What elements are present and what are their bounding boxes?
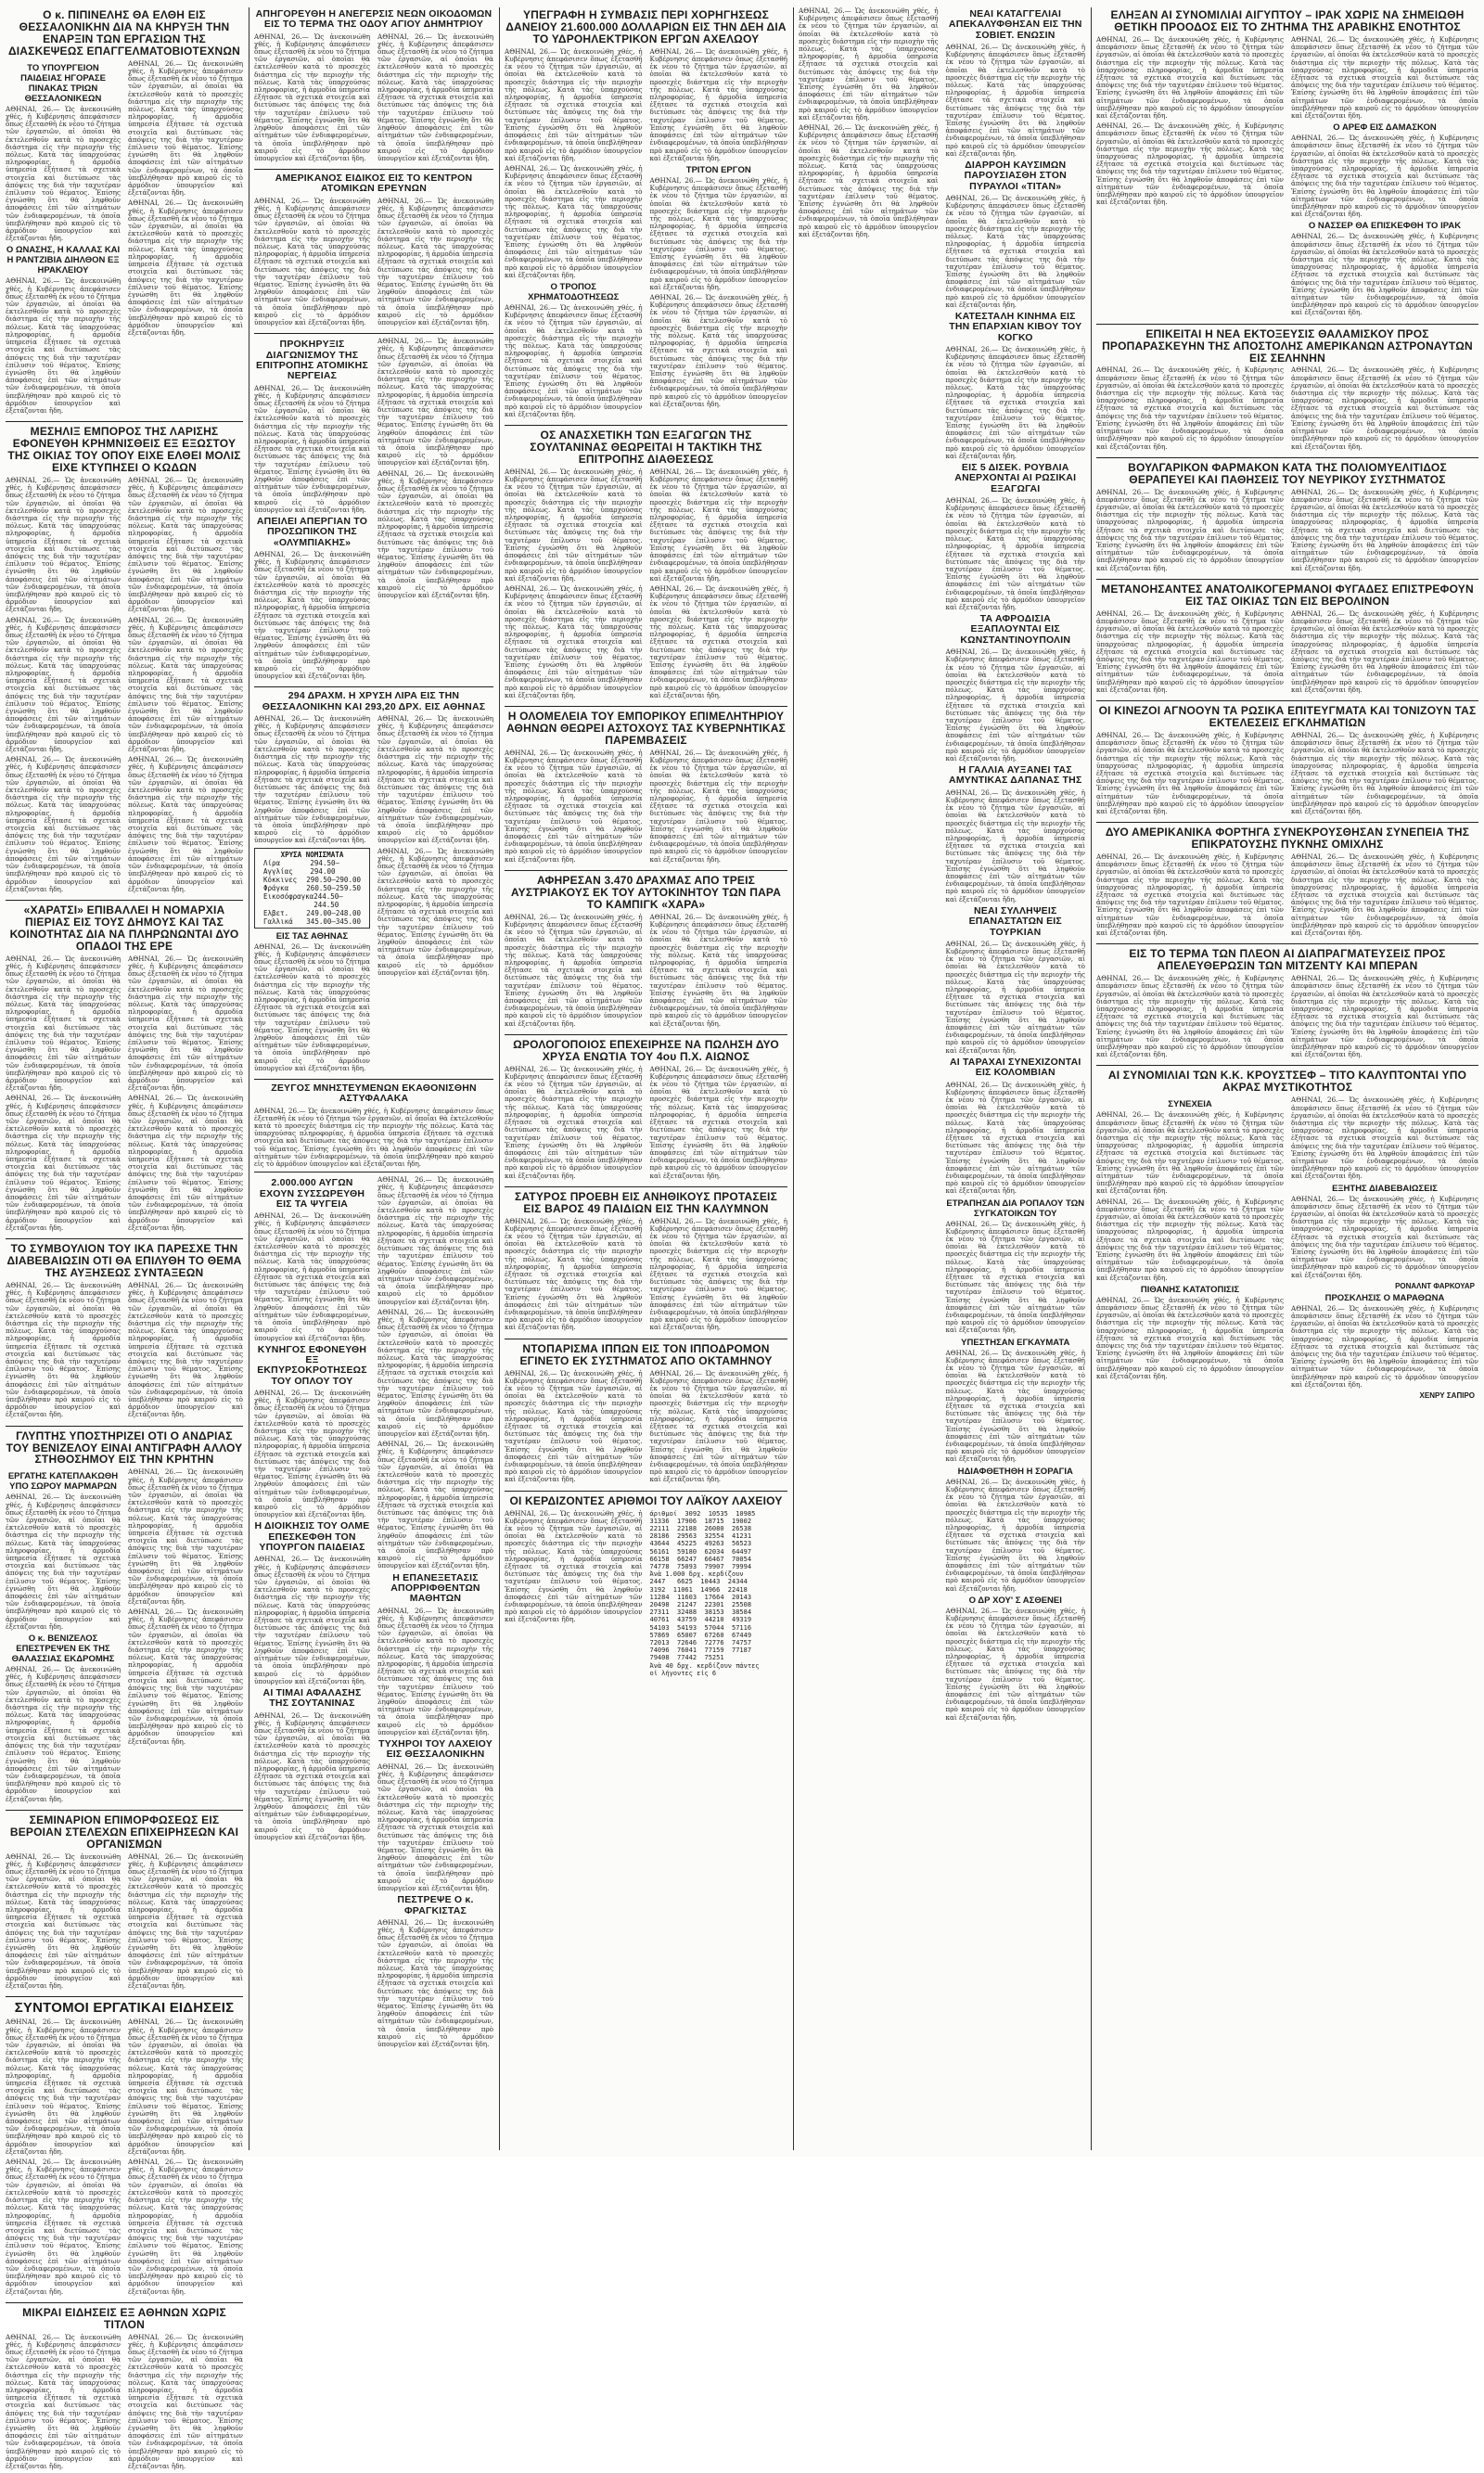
- article-text: ΑΘΗΝΑΙ, 26.— Ὡς ἀνεκοινώθη χθές, ἡ Κυβέρνησις ἀπεφάσισεν ὅπως ἐξετασθῆ ἐκ νέου τό ζήτημα τῶν ἐργασιῶν, αἱ ὁποῖαι θὰ ἐκτελεσθοῦν κατὰ τὸ προσεχὲς διάστημα εἰς τὴν περιοχὴν τῆς πόλεως. Κατὰ τὰς ὑπαρχούσας πληροφορίας, ἡ ἀρμοδία ὑπηρεσία ἐξήτασε τὰ σχετικὰ στοιχεῖα καὶ διετύπωσε τὰς ἀπόψεις της διὰ τὴν ταχυτέραν ἐπίλυσιν τοῦ θέματος. Ἐπίσης ἐγνώσθη ὅτι θὰ ληφθοῦν ἀποφάσεις ἐπὶ τῶν αἰτημάτων τῶν ἐνδιαφερομένων, τὰ ὁποῖα ὑπεβλήθησαν πρὸ καιροῦ εἰς τὸ ἁρμόδιον ὑπουργεῖον καὶ ἐξετάζονται ἤδη.: [128, 1852, 243, 1991]
- rate-value: 294.50—294.00: [310, 858, 340, 876]
- subheadline: Ο κ. ΒΕΝΙΖΕΛΟΣ ΕΠΕΣΤΡΕΨΕΝ ΕΚ ΤΗΣ ΘΑΛΑΣΣΙΑΣ ΕΚΔΡΟΜΗΣ: [11, 1634, 115, 1665]
- lottery-row: οἱ λήγοντες εἰς 6: [649, 1669, 717, 1677]
- article-text: ΑΘΗΝΑΙ, 26.— Ὡς ἀνεκοινώθη χθές, ἡ Κυβέρνησις ἀπεφάσισεν ὅπως ἐξετασθῆ ἐκ νέου τό ζήτημα τῶν ἐργασιῶν, αἱ ὁποῖαι θὰ ἐκτελεσθοῦν κατὰ τὸ προσεχὲς διάστημα εἰς τὴν περιοχὴν τῆς πόλεως. Κατὰ τὰς ὑπαρχούσας πληροφορίας, ἡ ἀρμοδία ὑπηρεσία ἐξήτασε τὰ σχετικὰ στοιχεῖα καὶ διετύπωσε τὰς ἀπόψεις της διὰ τὴν ταχυτέραν ἐπίλυσιν τοῦ θέματος. Ἐπίσης ἐγνώσθη ὅτι θὰ ληφθοῦν ἀποφάσεις ἐπὶ τῶν αἰτημάτων τῶν ἐνδιαφερομένων, τὰ ὁποῖα ὑπεβλήθησαν πρὸ καιροῦ εἰς τὸ ἁρμόδιον ὑπουργεῖον καὶ ἐξετάζονται ἤδη.: [6, 1493, 121, 1631]
- rate-row: [258, 892, 366, 909]
- article-text: ΑΘΗΝΑΙ, 26.— Ὡς ἀνεκοινώθη χθές, ἡ Κυβέρνησις ἀπεφάσισεν ὅπως ἐξετασθῆ ἐκ νέου τό ζήτημα τῶν ἐργασιῶν, αἱ ὁποῖαι θὰ ἐκτελεσθοῦν κατὰ τὸ προσεχὲς διάστημα εἰς τὴν περιοχὴν τῆς πόλεως. Κατὰ τὰς ὑπαρχούσας πληροφορίας, ἡ ἀρμοδία ὑπηρεσία ἐξήτασε τὰ σχετικὰ στοιχεῖα καὶ διετύπωσε τὰς ἀπόψεις της διὰ τὴν ταχυτέραν ἐπίλυσιν τοῦ θέματος. Ἐπίσης ἐγνώσθη ὅτι θὰ ληφθοῦν ἀποφάσεις ἐπὶ τῶν αἰτημάτων τῶν ἐνδιαφερομένων, τὰ ὁποῖα ὑπεβλήθησαν πρὸ καιροῦ εἰς τὸ ἁρμόδιον ὑπουργεῖον καὶ ἐξετάζονται ἤδη.: [1291, 1194, 1478, 1279]
- subheadline: ΕΤΡΑΠΗΣΑΝ ΔΙΑ ΡΟΠΑΛΟΥ ΤΩΝ ΣΥΓΚΑΤΟΙΚΩΝ ΤΟΥ: [946, 1198, 1085, 1219]
- headline: ΑΜΕΡΙΚΑΝΟΣ ΕΙΔΙΚΟΣ ΕΙΣ ΤΟ ΚΕΝΤΡΟΝ ΑΤΟΜΙΚΩΝ ΕΡΕΥΝΩΝ: [275, 173, 473, 195]
- lottery-row: 20498 21247 22301 25508: [649, 1601, 752, 1609]
- byline: ΧΕΝΡΥ ΣΑΠΙΡΟ: [1419, 1391, 1475, 1401]
- article-text: ΑΘΗΝΑΙ, 26.— Ὡς ἀνεκοινώθη χθές, ἡ Κυβέρνησις ἀπεφάσισεν ὅπως ἐξετασθῆ ἐκ νέου τό ζήτημα τῶν ἐργασιῶν, αἱ ὁποῖαι θὰ ἐκτελεσθοῦν κατὰ τὸ προσεχὲς διάστημα εἰς τὴν περιοχὴν τῆς πόλεως. Κατὰ τὰς ὑπαρχούσας πληροφορίας, ἡ ἀρμοδία ὑπηρεσία ἐξήτασε τὰ σχετικὰ στοιχεῖα καὶ διετύπωσε τὰς ἀπόψεις της διὰ τὴν ταχυτέραν ἐπίλυσιν τοῦ θέματος. Ἐπίσης ἐγνώσθη ὅτι θὰ ληφθοῦν ἀποφάσεις ἐπὶ τῶν αἰτημάτων τῶν ἐνδιαφερομένων, τὰ ὁποῖα ὑπεβλήθησαν πρὸ καιροῦ εἰς τὸ ἁρμόδιον ὑπουργεῖον καὶ ἐξετάζονται ἤδη.: [1096, 609, 1284, 694]
- article-text: ΑΘΗΝΑΙ, 26.— Ὡς ἀνεκοινώθη χθές, ἡ Κυβέρνησις ἀπεφάσισεν ὅπως ἐξετασθῆ ἐκ νέου τό ζήτημα τῶν ἐργασιῶν, αἱ ὁποῖαι θὰ ἐκτελεσθοῦν κατὰ τὸ προσεχὲς διάστημα εἰς τὴν περιοχὴν τῆς πόλεως. Κατὰ τὰς ὑπαρχούσας πληροφορίας, ἡ ἀρμοδία ὑπηρεσία ἐξήτασε τὰ σχετικὰ στοιχεῖα καὶ διετύπωσε τὰς ἀπόψεις της διὰ τὴν ταχυτέραν ἐπίλυσιν τοῦ θέματος. Ἐπίσης ἐγνώσθη ὅτι θὰ ληφθοῦν ἀποφάσεις ἐπὶ τῶν αἰτημάτων τῶν ἐνδιαφερομένων, τὰ ὁποῖα ὑπεβλήθησαν πρὸ καιροῦ εἰς τὸ ἁρμόδιον ὑπουργεῖον καὶ ἐξετάζονται ἤδη.: [505, 1368, 643, 1484]
- headline: Ο κ. ΠΙΠΙΝΕΛΗΣ ΘΑ ΕΛΘΗ ΕΙΣ ΘΕΣΣΑΛΟΝΙΚΗΝ ΔΙΑ ΝΑ ΚΗΡΥΞΗ ΤΗΝ ΕΝΑΡΞΙΝ ΤΩΝ ΕΡΓΑΣΙΩΝ ΤΗΣ ΔΙΑΣΚΕΨΕΩΣ ΕΠΑΓΓΕΛΜΑΤΟΒΙΟΤΕΧΝΩΝ: [7, 8, 241, 58]
- rate-name: Φράγκα: [263, 883, 289, 892]
- headline: ΕΙΣ ΤΟ ΤΕΡΜΑ ΤΩΝ ΠΛΕΟΝ ΑΙ ΔΙΑΠΡΑΓΜΑΤΕΥΣΕΙΣ ΠΡΟΣ ΑΠΕΛΕΥΘΕΡΩΣΙΝ ΤΩΝ ΜΙΤΖΕΝΤΥ ΚΑΙ ΜΠΕΡΑΝ: [1129, 947, 1446, 973]
- lottery-row: 2447 6625 10443 24344: [649, 1578, 748, 1586]
- article-text: ΑΘΗΝΑΙ, 26.— Ὡς ἀνεκοινώθη χθές, ἡ Κυβέρνησις ἀπεφάσισεν ὅπως ἐξετασθῆ ἐκ νέου τό ζήτημα τῶν ἐργασιῶν, αἱ ὁποῖαι θὰ ἐκτελεσθοῦν κατὰ τὸ προσεχὲς διάστημα εἰς τὴν περιοχὴν τῆς πόλεως. Κατὰ τὰς ὑπαρχούσας πληροφορίας, ἡ ἀρμοδία ὑπηρεσία ἐξήτασε τὰ σχετικὰ στοιχεῖα καὶ διετύπωσε τὰς ἀπόψεις της διὰ τὴν ταχυτέραν ἐπίλυσιν τοῦ θέματος. Ἐπίσης ἐγνώσθη ὅτι θὰ ληφθοῦν ἀποφάσεις ἐπὶ τῶν αἰτημάτων τῶν ἐνδιαφερομένων, τὰ ὁποῖα ὑπεβλήθησαν πρὸ καιροῦ εἰς τὸ ἁρμόδιον ὑπουργεῖον καὶ ἐξετάζονται ἤδη.: [1291, 974, 1478, 1059]
- column-2: [254, 7, 493, 2051]
- article-text: ΑΘΗΝΑΙ, 26.— Ὡς ἀνεκοινώθη χθές, ἡ Κυβέρνησις ἀπεφάσισεν ὅπως ἐξετασθῆ ἐκ νέου τό ζήτημα τῶν ἐργασιῶν, αἱ ὁποῖαι θὰ ἐκτελεσθοῦν κατὰ τὸ προσεχὲς διάστημα εἰς τὴν περιοχὴν τῆς πόλεως. Κατὰ τὰς ὑπαρχούσας πληροφορίας, ἡ ἀρμοδία ὑπηρεσία ἐξήτασε τὰ σχετικὰ στοιχεῖα καὶ διετύπωσε τὰς ἀπόψεις της διὰ τὴν ταχυτέραν ἐπίλυσιν τοῦ θέματος. Ἐπίσης ἐγνώσθη ὅτι θὰ ληφθοῦν ἀποφάσεις ἐπὶ τῶν αἰτημάτων τῶν ἐνδιαφερομένων, τὰ ὁποῖα ὑπεβλήθησαν πρὸ καιροῦ εἰς τὸ ἁρμόδιον ὑπουργεῖον καὶ ἐξετάζονται ἤδη.: [945, 1080, 1085, 1196]
- article-text: ΑΘΗΝΑΙ, 26.— Ὡς ἀνεκοινώθη χθές, ἡ Κυβέρνησις ἀπεφάσισεν ὅπως ἐξετασθῆ ἐκ νέου τό ζήτημα τῶν ἐργασιῶν, αἱ ὁποῖαι θὰ ἐκτελεσθοῦν κατὰ τὸ προσεχὲς διάστημα εἰς τὴν περιοχὴν τῆς πόλεως. Κατὰ τὰς ὑπαρχούσας πληροφορίας, ἡ ἀρμοδία ὑπηρεσία ἐξήτασε τὰ σχετικὰ στοιχεῖα καὶ διετύπωσε τὰς ἀπόψεις της διὰ τὴν ταχυτέραν ἐπίλυσιν τοῦ θέματος. Ἐπίσης ἐγνώσθη ὅτι θὰ ληφθοῦν ἀποφάσεις ἐπὶ τῶν αἰτημάτων τῶν ἐνδιαφερομένων, τὰ ὁποῖα ὑπεβλήθησαν πρὸ καιροῦ εἰς τὸ ἁρμόδιον ὑπουργεῖον καὶ ἐξετάζονται ἤδη.: [1291, 134, 1478, 219]
- article-text: ΑΘΗΝΑΙ, 26.— Ὡς ἀνεκοινώθη χθές, ἡ Κυβέρνησις ἀπεφάσισεν ὅπως ἐξετασθῆ ἐκ νέου τό ζήτημα τῶν ἐργασιῶν, αἱ ὁποῖαι θὰ ἐκτελεσθοῦν κατὰ τὸ προσεχὲς διάστημα εἰς τὴν περιοχὴν τῆς πόλεως. Κατὰ τὰς ὑπαρχούσας πληροφορίας, ἡ ἀρμοδία ὑπηρεσία ἐξήτασε τὰ σχετικὰ στοιχεῖα καὶ διετύπωσε τὰς ἀπόψεις της διὰ τὴν ταχυτέραν ἐπίλυσιν τοῦ θέματος. Ἐπίσης ἐγνώσθη ὅτι θὰ ληφθοῦν ἀποφάσεις ἐπὶ τῶν αἰτημάτων τῶν ἐνδιαφερομένων, τὰ ὁποῖα ὑπεβλήθησαν πρὸ καιροῦ εἰς τὸ ἁρμόδιον ὑπουργεῖον καὶ ἐξετάζονται ἤδη.: [1096, 1110, 1284, 1196]
- article-text: ΑΘΗΝΑΙ, 26.— Ὡς ἀνεκοινώθη χθές, ἡ Κυβέρνησις ἀπεφάσισεν ὅπως ἐξετασθῆ ἐκ νέου τό ζήτημα τῶν ἐργασιῶν, αἱ ὁποῖαι θὰ ἐκτελεσθοῦν κατὰ τὸ προσεχὲς διάστημα εἰς τὴν περιοχὴν τῆς πόλεως. Κατὰ τὰς ὑπαρχούσας πληροφορίας, ἡ ἀρμοδία ὑπηρεσία ἐξήτασε τὰ σχετικὰ στοιχεῖα καὶ διετύπωσε τὰς ἀπόψεις της διὰ τὴν ταχυτέραν ἐπίλυσιν τοῦ θέματος. Ἐπίσης ἐγνώσθη ὅτι θὰ ληφθοῦν ἀποφάσεις ἐπὶ τῶν αἰτημάτων τῶν ἐνδιαφερομένων, τὰ ὁποῖα ὑπεβλήθησαν πρὸ καιροῦ εἰς τὸ ἁρμόδιον ὑπουργεῖον καὶ ἐξετάζονται ἤδη.: [945, 1348, 1085, 1464]
- subheadline: ΕΙΣ ΤΑΣ ΑΘΗΝΑΣ: [275, 930, 349, 942]
- headline: ΣΕΜΙΝΑΡΙΟΝ ΕΠΙΜΟΡΦΩΣΕΩΣ ΕΙΣ ΒΕΡΟΙΑΝ ΣΤΕΛΕΧΩΝ ΕΠΙΧΕΙΡΗΣΕΩΝ ΚΑΙ ΟΡΓΑΝΙΣΜΩΝ: [9, 1813, 239, 1851]
- article-text: ΑΘΗΝΑΙ, 26.— Ὡς ἀνεκοινώθη χθές, ἡ Κυβέρνησις ἀπεφάσισεν ὅπως ἐξετασθῆ ἐκ νέου τό ζήτημα τῶν ἐργασιῶν, αἱ ὁποῖαι θὰ ἐκτελεσθοῦν κατὰ τὸ προσεχὲς διάστημα εἰς τὴν περιοχὴν τῆς πόλεως. Κατὰ τὰς ὑπαρχούσας πληροφορίας, ἡ ἀρμοδία ὑπηρεσία ἐξήτασε τὰ σχετικὰ στοιχεῖα καὶ διετύπωσε τὰς ἀπόψεις της διὰ τὴν ταχυτέραν ἐπίλυσιν τοῦ θέματος. Ἐπίσης ἐγνώσθη ὅτι θὰ ληφθοῦν ἀποφάσεις ἐπὶ τῶν αἰτημάτων τῶν ἐνδιαφερομένων, τὰ ὁποῖα ὑπεβλήθησαν πρὸ καιροῦ εἰς τὸ ἁρμόδιον ὑπουργεῖον καὶ ἐξετάζονται ἤδη.: [945, 1219, 1085, 1335]
- rate-row: [258, 909, 366, 917]
- lottery-row: 3192 11061 14966 22418: [649, 1585, 748, 1594]
- subheadline: Ο ΩΝΑΣΗΣ, Η ΚΑΛΛΑΣ ΚΑΙ Η ΡΑΝΤΖΙΒΙΑ ΔΙΗΛΘΟΝ ΕΞ ΗΡΑΚΛΕΙΟΥ: [6, 245, 121, 276]
- lottery-row: 66158 66247 66467 70054: [649, 1555, 752, 1563]
- column-3: [505, 7, 787, 1677]
- article-text: ΑΘΗΝΑΙ, 26.— Ὡς ἀνεκοινώθη χθές, ἡ Κυβέρνησις ἀπεφάσισεν ὅπως ἐξετασθῆ ἐκ νέου τό ζήτημα τῶν ἐργασιῶν, αἱ ὁποῖαι θὰ ἐκτελεσθοῦν κατὰ τὸ προσεχὲς διάστημα εἰς τὴν περιοχὴν τῆς πόλεως. Κατὰ τὰς ὑπαρχούσας πληροφορίας, ἡ ἀρμοδία ὑπηρεσία ἐξήτασε τὰ σχετικὰ στοιχεῖα καὶ διετύπωσε τὰς ἀπόψεις της διὰ τὴν ταχυτέραν ἐπίλυσιν τοῦ θέματος. Ἐπίσης ἐγνώσθη ὅτι θὰ ληφθοῦν ἀποφάσεις ἐπὶ τῶν αἰτημάτων τῶν ἐνδιαφερομένων, τὰ ὁποῖα ὑπεβλήθησαν πρὸ καιροῦ εἰς τὸ ἁρμόδιον ὑπουργεῖον καὶ ἐξετάζονται ἤδη.: [1096, 34, 1284, 120]
- article-text: ΑΘΗΝΑΙ, 26.— Ὡς ἀνεκοινώθη χθές, ἡ Κυβέρνησις ἀπεφάσισεν ὅπως ἐξετασθῆ ἐκ νέου τό ζήτημα τῶν ἐργασιῶν, αἱ ὁποῖαι θὰ ἐκτελεσθοῦν κατὰ τὸ προσεχὲς διάστημα εἰς τὴν περιοχὴν τῆς πόλεως. Κατὰ τὰς ὑπαρχούσας πληροφορίας, ἡ ἀρμοδία ὑπηρεσία ἐξήτασε τὰ σχετικὰ στοιχεῖα καὶ διετύπωσε τὰς ἀπόψεις της διὰ τὴν ταχυτέραν ἐπίλυσιν τοῦ θέματος. Ἐπίσης ἐγνώσθη ὅτι θὰ ληφθοῦν ἀποφάσεις ἐπὶ τῶν αἰτημάτων τῶν ἐνδιαφερομένων, τὰ ὁποῖα ὑπεβλήθησαν πρὸ καιροῦ εἰς τὸ ἁρμόδιον ὑπουργεῖον καὶ ἐξετάζονται ἤδη.: [505, 1508, 643, 1624]
- lottery-row: 56161 59180 62034 64497: [649, 1547, 752, 1556]
- article-text: ΑΘΗΝΑΙ, 26.— Ὡς ἀνεκοινώθη χθές, ἡ Κυβέρνησις ἀπεφάσισεν ὅπως ἐξετασθῆ ἐκ νέου τό ζήτημα τῶν ἐργασιῶν, αἱ ὁποῖαι θὰ ἐκτελεσθοῦν κατὰ τὸ προσεχὲς διάστημα εἰς τὴν περιοχὴν τῆς πόλεως. Κατὰ τὰς ὑπαρχούσας πληροφορίας, ἡ ἀρμοδία ὑπηρεσία ἐξήτασε τὰ σχετικὰ στοιχεῖα καὶ διετύπωσε τὰς ἀπόψεις της διὰ τὴν ταχυτέραν ἐπίλυσιν τοῦ θέματος. Ἐπίσης ἐγνώσθη ὅτι θὰ ληφθοῦν ἀποφάσεις ἐπὶ τῶν αἰτημάτων τῶν ἐνδιαφερομένων, τὰ ὁποῖα ὑπεβλήθησαν πρὸ καιροῦ εἰς τὸ ἁρμόδιον ὑπουργεῖον καὶ ἐξετάζονται ἤδη.: [1291, 609, 1478, 694]
- article-text: ΑΘΗΝΑΙ, 26.— Ὡς ἀνεκοινώθη χθές, ἡ Κυβέρνησις ἀπεφάσισεν ὅπως ἐξετασθῆ ἐκ νέου τό ζήτημα τῶν ἐργασιῶν, αἱ ὁποῖαι θὰ ἐκτελεσθοῦν κατὰ τὸ προσεχὲς διάστημα εἰς τὴν περιοχὴν τῆς πόλεως. Κατὰ τὰς ὑπαρχούσας πληροφορίας, ἡ ἀρμοδία ὑπηρεσία ἐξήτασε τὰ σχετικὰ στοιχεῖα καὶ διετύπωσε τὰς ἀπόψεις της διὰ τὴν ταχυτέραν ἐπίλυσιν τοῦ θέματος. Ἐπίσης ἐγνώσθη ὅτι θὰ ληφθοῦν ἀποφάσεις ἐπὶ τῶν αἰτημάτων τῶν ἐνδιαφερομένων, τὰ ὁποῖα ὑπεβλήθησαν πρὸ καιροῦ εἰς τὸ ἁρμόδιον ὑπουργεῖον καὶ ἐξετάζονται ἤδη.: [505, 163, 643, 279]
- article-text: ΑΘΗΝΑΙ, 26.— Ὡς ἀνεκοινώθη χθές, ἡ Κυβέρνησις ἀπεφάσισεν ὅπως ἐξετασθῆ ἐκ νέου τό ζήτημα τῶν ἐργασιῶν, αἱ ὁποῖαι θὰ ἐκτελεσθοῦν κατὰ τὸ προσεχὲς διάστημα εἰς τὴν περιοχὴν τῆς πόλεως. Κατὰ τὰς ὑπαρχούσας πληροφορίας, ἡ ἀρμοδία ὑπηρεσία ἐξήτασε τὰ σχετικὰ στοιχεῖα καὶ διετύπωσε τὰς ἀπόψεις της διὰ τὴν ταχυτέραν ἐπίλυσιν τοῦ θέματος. Ἐπίσης ἐγνώσθη ὅτι θὰ ληφθοῦν ἀποφάσεις ἐπὶ τῶν αἰτημάτων τῶν ἐνδιαφερομένων, τὰ ὁποῖα ὑπεβλήθησαν πρὸ καιροῦ εἰς τὸ ἁρμόδιον ὑπουργεῖον καὶ ἐξετάζονται ἤδη.: [945, 345, 1085, 460]
- article-text: ΑΘΗΝΑΙ, 26.— Ὡς ἀνεκοινώθη χθές, ἡ Κυβέρνησις ἀπεφάσισεν ὅπως ἐξετασθῆ ἐκ νέου τό ζήτημα τῶν ἐργασιῶν, αἱ ὁποῖαι θὰ ἐκτελεσθοῦν κατὰ τὸ προσεχὲς διάστημα εἰς τὴν περιοχὴν τῆς πόλεως. Κατὰ τὰς ὑπαρχούσας πληροφορίας, ἡ ἀρμοδία ὑπηρεσία ἐξήτασε τὰ σχετικὰ στοιχεῖα καὶ διετύπωσε τὰς ἀπόψεις της διὰ τὴν ταχυτέραν ἐπίλυσιν τοῦ θέματος. Ἐπίσης ἐγνώσθη ὅτι θὰ ληφθοῦν ἀποφάσεις ἐπὶ τῶν αἰτημάτων τῶν ἐνδιαφερομένων, τὰ ὁποῖα ὑπεβλήθησαν πρὸ καιροῦ εἰς τὸ ἁρμόδιον ὑπουργεῖον καὶ ἐξετάζονται ἤδη.: [649, 46, 787, 162]
- rate-value: 244.50—244.50: [313, 891, 343, 909]
- rate-value: 290.50—290.00: [306, 875, 361, 884]
- headline: ΩΡΟΛΟΓΟΠΟΙΟΣ ΕΠΕΧΕΙΡΗΣΕ ΝΑ ΠΩΛΗΣΗ ΔΥΟ ΧΡΥΣΑ ΕΝΩΤΙΑ ΤΟΥ 4ου Π.Χ. ΑΙΩΝΟΣ: [513, 1037, 779, 1063]
- rate-name: Γαλλικά: [263, 916, 293, 926]
- article-text: ΑΘΗΝΑΙ, 26.— Ὡς ἀνεκοινώθη χθές, ἡ Κυβέρνησις ἀπεφάσισεν ὅπως ἐξετασθῆ ἐκ νέου τό ζήτημα τῶν ἐργασιῶν, αἱ ὁποῖαι θὰ ἐκτελεσθοῦν κατὰ τὸ προσεχὲς διάστημα εἰς τὴν περιοχὴν τῆς πόλεως. Κατὰ τὰς ὑπαρχούσας πληροφορίας, ἡ ἀρμοδία ὑπηρεσία ἐξήτασε τὰ σχετικὰ στοιχεῖα καὶ διετύπωσε τὰς ἀπόψεις της διὰ τὴν ταχυτέραν ἐπίλυσιν τοῦ θέματος. Ἐπίσης ἐγνώσθη ὅτι θὰ ληφθοῦν ἀποφάσεις ἐπὶ τῶν αἰτημάτων τῶν ἐνδιαφερομένων, τὰ ὁποῖα ὑπεβλήθησαν πρὸ καιροῦ εἰς τὸ ἁρμόδιον ὑπουργεῖον καὶ ἐξετάζονται ἤδη.: [6, 2018, 121, 2156]
- headline: ΒΟΥΛΓΑΡΙΚΟΝ ΦΑΡΜΑΚΟΝ ΚΑΤΑ ΤΗΣ ΠΟΛΙΟΜΥΕΛΙΤΙΔΟΣ ΘΕΡΑΠΕΥΕΙ ΚΑΙ ΠΑΘΗΣΕΙΣ ΤΟΥ ΝΕΥΡΙΚΟΥ ΣΥΣΤΗΜΑΤΟΣ: [1128, 460, 1447, 486]
- article-text: ΑΘΗΝΑΙ, 26.— Ὡς ἀνεκοινώθη χθές, ἡ Κυβέρνησις ἀπεφάσισεν ὅπως ἐξετασθῆ ἐκ νέου τό ζήτημα τῶν ἐργασιῶν, αἱ ὁποῖαι θὰ ἐκτελεσθοῦν κατὰ τὸ προσεχὲς διάστημα εἰς τὴν περιοχὴν τῆς πόλεως. Κατὰ τὰς ὑπαρχούσας πληροφορίας, ἡ ἀρμοδία ὑπηρεσία ἐξήτασε τὰ σχετικὰ στοιχεῖα καὶ διετύπωσε τὰς ἀπόψεις της διὰ τὴν ταχυτέραν ἐπίλυσιν τοῦ θέματος. Ἐπίσης ἐγνώσθη ὅτι θὰ ληφθοῦν ἀποφάσεις ἐπὶ τῶν αἰτημάτων τῶν ἐνδιαφερομένων, τὰ ὁποῖα ὑπεβλήθησαν πρὸ καιροῦ εἰς τὸ ἁρμόδιον ὑπουργεῖον καὶ ἐξετάζονται ἤδη.: [1291, 487, 1478, 572]
- subheadline: ΤΡΙΤΟΝ ΕΡΓΟΝ: [685, 164, 751, 175]
- article-text: ΑΘΗΝΑΙ, 26.— Ὡς ἀνεκοινώθη χθές, ἡ Κυβέρνησις ἀπεφάσισεν ὅπως ἐξετασθῆ ἐκ νέου τό ζήτημα τῶν ἐργασιῶν, αἱ ὁποῖαι θὰ ἐκτελεσθοῦν κατὰ τὸ προσεχὲς διάστημα εἰς τὴν περιοχὴν τῆς πόλεως. Κατὰ τὰς ὑπαρχούσας πληροφορίας, ἡ ἀρμοδία ὑπηρεσία ἐξήτασε τὰ σχετικὰ στοιχεῖα καὶ διετύπωσε τὰς ἀπόψεις της διὰ τὴν ταχυτέραν ἐπίλυσιν τοῦ θέματος. Ἐπίσης ἐγνώσθη ὅτι θὰ ληφθοῦν ἀποφάσεις ἐπὶ τῶν αἰτημάτων τῶν ἐνδιαφερομένων, τὰ ὁποῖα ὑπεβλήθησαν πρὸ καιροῦ εἰς τὸ ἁρμόδιον ὑπουργεῖον καὶ ἐξετάζονται ἤδη.: [6, 1280, 121, 1419]
- subheadline: ΣΥΝΕΧΕΙΑ: [1168, 1099, 1212, 1110]
- article-text: ΑΘΗΝΑΙ, 26.— Ὡς ἀνεκοινώθη χθές, ἡ Κυβέρνησις ἀπεφάσισεν ὅπως ἐξετασθῆ ἐκ νέου τό ζήτημα τῶν ἐργασιῶν, αἱ ὁποῖαι θὰ ἐκτελεσθοῦν κατὰ τὸ προσεχὲς διάστημα εἰς τὴν περιοχὴν τῆς πόλεως. Κατὰ τὰς ὑπαρχούσας πληροφορίας, ἡ ἀρμοδία ὑπηρεσία ἐξήτασε τὰ σχετικὰ στοιχεῖα καὶ διετύπωσε τὰς ἀπόψεις της διὰ τὴν ταχυτέραν ἐπίλυσιν τοῦ θέματος. Ἐπίσης ἐγνώσθη ὅτι θὰ ληφθοῦν ἀποφάσεις ἐπὶ τῶν αἰτημάτων τῶν ἐνδιαφερομένων, τὰ ὁποῖα ὑπεβλήθησαν πρὸ καιροῦ εἰς τὸ ἁρμόδιον ὑπουργεῖον καὶ ἐξετάζονται ἤδη.: [945, 194, 1085, 309]
- headline: ΜΙΚΡΑΙ ΕΙΔΗΣΕΙΣ ΕΞ ΑΘΗΝΩΝ ΧΩΡΙΣ ΤΙΤΛΟΝ: [22, 2305, 226, 2331]
- article-text: ΑΘΗΝΑΙ, 26.— Ὡς ἀνεκοινώθη χθές, ἡ Κυβέρνησις ἀπεφάσισεν ὅπως ἐξετασθῆ ἐκ νέου τό ζήτημα τῶν ἐργασιῶν, αἱ ὁποῖαι θὰ ἐκτελεσθοῦν κατὰ τὸ προσεχὲς διάστημα εἰς τὴν περιοχὴν τῆς πόλεως. Κατὰ τὰς ὑπαρχούσας πληροφορίας, ἡ ἀρμοδία ὑπηρεσία ἐξήτασε τὰ σχετικὰ στοιχεῖα καὶ διετύπωσε τὰς ἀπόψεις της διὰ τὴν ταχυτέραν ἐπίλυσιν τοῦ θέματος. Ἐπίσης ἐγνώσθη ὅτι θὰ ληφθοῦν ἀποφάσεις ἐπὶ τῶν αἰτημάτων τῶν ἐνδιαφερομένων, τὰ ὁποῖα ὑπεβλήθησαν πρὸ καιροῦ εἰς τὸ ἁρμόδιον ὑπουργεῖον καὶ ἐξετάζονται ἤδη.: [505, 1216, 643, 1332]
- headline: ΣΑΤΥΡΟΣ ΠΡΟΕΒΗ ΕΙΣ ΑΝΗΘΙΚΟΥΣ ΠΡΟΤΑΣΕΙΣ ΕΙΣ ΒΑΡΟΣ 49 ΠΑΙΔΙΩΝ ΕΙΣ ΤΗΝ ΚΑΛΥΜΝΟΝ: [515, 1189, 777, 1215]
- article-text: ΑΘΗΝΑΙ, 26.— Ὡς ἀνεκοινώθη χθές, ἡ Κυβέρνησις ἀπεφάσισεν ὅπως ἐξετασθῆ ἐκ νέου τό ζήτημα τῶν ἐργασιῶν, αἱ ὁποῖαι θὰ ἐκτελεσθοῦν κατὰ τὸ προσεχὲς διάστημα εἰς τὴν περιοχὴν τῆς πόλεως. Κατὰ τὰς ὑπαρχούσας πληροφορίας, ἡ ἀρμοδία ὑπηρεσία ἐξήτασε τὰ σχετικὰ στοιχεῖα καὶ διετύπωσε τὰς ἀπόψεις της διὰ τὴν ταχυτέραν ἐπίλυσιν τοῦ θέματος. Ἐπίσης ἐγνώσθη ὅτι θὰ ληφθοῦν ἀποφάσεις ἐπὶ τῶν αἰτημάτων τῶν ἐνδιαφερομένων, τὰ ὁποῖα ὑπεβλήθησαν πρὸ καιροῦ εἰς τὸ ἁρμόδιον ὑπουργεῖον καὶ ἐξετάζονται ἤδη.: [6, 104, 121, 243]
- article-text: ΑΘΗΝΑΙ, 26.— Ὡς ἀνεκοινώθη χθές, ἡ Κυβέρνησις ἀπεφάσισεν ὅπως ἐξετασθῆ ἐκ νέου τό ζήτημα τῶν ἐργασιῶν, αἱ ὁποῖαι θὰ ἐκτελεσθοῦν κατὰ τὸ προσεχὲς διάστημα εἰς τὴν περιοχὴν τῆς πόλεως. Κατὰ τὰς ὑπαρχούσας πληροφορίας, ἡ ἀρμοδία ὑπηρεσία ἐξήτασε τὰ σχετικὰ στοιχεῖα καὶ διετύπωσε τὰς ἀπόψεις της διὰ τὴν ταχυτέραν ἐπίλυσιν τοῦ θέματος. Ἐπίσης ἐγνώσθη ὅτι θὰ ληφθοῦν ἀποφάσεις ἐπὶ τῶν αἰτημάτων τῶν ἐνδιαφερομένων, τὰ ὁποῖα ὑπεβλήθησαν πρὸ καιροῦ εἰς τὸ ἁρμόδιον ὑπουργεῖον καὶ ἐξετάζονται ἤδη.: [6, 475, 121, 614]
- gold-rates-table: [254, 848, 370, 929]
- headline: ΓΛΥΠΤΗΣ ΥΠΟΣΤΗΡΙΖΕΙ ΟΤΙ Ο ΑΝΔΡΙΑΣ ΤΟΥ ΒΕΝΙΖΕΛΟΥ ΕΙΝΑΙ ΑΝΤΙΓΡΑΦΗ ΑΛΛΟΥ ΣΤΗΘΟΣΗΜΟΥ ΕΙΣ ΤΗΝ ΚΡΗΤΗΝ: [6, 1429, 243, 1467]
- article-text: ΑΘΗΝΑΙ, 26.— Ὡς ἀνεκοινώθη χθές, ἡ Κυβέρνησις ἀπεφάσισεν ὅπως ἐξετασθῆ ἐκ νέου τό ζήτημα τῶν ἐργασιῶν, αἱ ὁποῖαι θὰ ἐκτελεσθοῦν κατὰ τὸ προσεχὲς διάστημα εἰς τὴν περιοχὴν τῆς πόλεως. Κατὰ τὰς ὑπαρχούσας πληροφορίας, ἡ ἀρμοδία ὑπηρεσία ἐξήτασε τὰ σχετικὰ στοιχεῖα καὶ διετύπωσε τὰς ἀπόψεις της διὰ τὴν ταχυτέραν ἐπίλυσιν τοῦ θέματος. Ἐπίσης ἐγνώσθη ὅτι θὰ ληφθοῦν ἀποφάσεις ἐπὶ τῶν αἰτημάτων τῶν ἐνδιαφερομένων, τὰ ὁποῖα ὑπεβλήθησαν πρὸ καιροῦ εἰς τὸ ἁρμόδιον ὑπουργεῖον καὶ ἐξετάζονται ἤδη.: [945, 496, 1085, 611]
- article-text: ΑΘΗΝΑΙ, 26.— Ὡς ἀνεκοινώθη χθές, ἡ Κυβέρνησις ἀπεφάσισεν ὅπως ἐξετασθῆ ἐκ νέου τό ζήτημα τῶν ἐργασιῶν, αἱ ὁποῖαι θὰ ἐκτελεσθοῦν κατὰ τὸ προσεχὲς διάστημα εἰς τὴν περιοχὴν τῆς πόλεως. Κατὰ τὰς ὑπαρχούσας πληροφορίας, ἡ ἀρμοδία ὑπηρεσία ἐξήτασε τὰ σχετικὰ στοιχεῖα καὶ διετύπωσε τὰς ἀπόψεις της διὰ τὴν ταχυτέραν ἐπίλυσιν τοῦ θέματος. Ἐπίσης ἐγνώσθη ὅτι θὰ ληφθοῦν ἀποφάσεις ἐπὶ τῶν αἰτημάτων τῶν ἐνδιαφερομένων, τὰ ὁποῖα ὑπεβλήθησαν πρὸ καιροῦ εἰς τὸ ἁρμόδιον ὑπουργεῖον καὶ ἐξετάζονται ἤδη.: [1291, 365, 1478, 451]
- article-text: ΑΘΗΝΑΙ, 26.— Ὡς ἀνεκοινώθη χθές, ἡ Κυβέρνησις ἀπεφάσισεν ὅπως ἐξετασθῆ ἐκ νέου τό ζήτημα τῶν ἐργασιῶν, αἱ ὁποῖαι θὰ ἐκτελεσθοῦν κατὰ τὸ προσεχὲς διάστημα εἰς τὴν περιοχὴν τῆς πόλεως. Κατὰ τὰς ὑπαρχούσας πληροφορίας, ἡ ἀρμοδία ὑπηρεσία ἐξήτασε τὰ σχετικὰ στοιχεῖα καὶ διετύπωσε τὰς ἀπόψεις της διὰ τὴν ταχυτέραν ἐπίλυσιν τοῦ θέματος. Ἐπίσης ἐγνώσθη ὅτι θὰ ληφθοῦν ἀποφάσεις ἐπὶ τῶν αἰτημάτων τῶν ἐνδιαφερομένων, τὰ ὁποῖα ὑπεβλήθησαν πρὸ καιροῦ εἰς τὸ ἁρμόδιον ὑπουργεῖον καὶ ἐξετάζονται ἤδη.: [377, 1440, 493, 1570]
- rate-row: [258, 859, 366, 876]
- headline: ΝΕΑΙ ΚΑΤΑΓΓΕΛΙΑΙ ΑΠΕΚΑΛΥΦΘΗΣΑΝ ΕΙΣ ΤΗΝ ΣΟΒΙΕΤ. ΕΝΩΣΙΝ: [948, 8, 1082, 41]
- rate-value: 345.00—345.00: [306, 916, 361, 926]
- headline: ΖΕΥΓΟΣ ΜΝΗΣΤΕΥΜΕΝΩΝ ΕΚΑΘΟΝΙΣΘΗΝ ΑΣΤΥΦΑΛΑΚΑ: [271, 1082, 477, 1105]
- lottery-row: 54103 54193 57044 57116: [649, 1623, 752, 1632]
- article-text: ΑΘΗΝΑΙ, 26.— Ὡς ἀνεκοινώθη χθές, ἡ Κυβέρνησις ἀπεφάσισεν ὅπως ἐξετασθῆ ἐκ νέου τό ζήτημα τῶν ἐργασιῶν, αἱ ὁποῖαι θὰ ἐκτελεσθοῦν κατὰ τὸ προσεχὲς διάστημα εἰς τὴν περιοχὴν τῆς πόλεως. Κατὰ τὰς ὑπαρχούσας πληροφορίας, ἡ ἀρμοδία ὑπηρεσία ἐξήτασε τὰ σχετικὰ στοιχεῖα καὶ διετύπωσε τὰς ἀπόψεις της διὰ τὴν ταχυτέραν ἐπίλυσιν τοῦ θέματος. Ἐπίσης ἐγνώσθη ὅτι θὰ ληφθοῦν ἀποφάσεις ἐπὶ τῶν αἰτημάτων τῶν ἐνδιαφερομένων, τὰ ὁποῖα ὑπεβλήθησαν πρὸ καιροῦ εἰς τὸ ἁρμόδιον ὑπουργεῖον καὶ ἐξετάζονται ἤδη.: [128, 475, 243, 614]
- article-text: ΑΘΗΝΑΙ, 26.— Ὡς ἀνεκοινώθη χθές, ἡ Κυβέρνησις ἀπεφάσισεν ὅπως ἐξετασθῆ ἐκ νέου τό ζήτημα τῶν ἐργασιῶν, αἱ ὁποῖαι θὰ ἐκτελεσθοῦν κατὰ τὸ προσεχὲς διάστημα εἰς τὴν περιοχὴν τῆς πόλεως. Κατὰ τὰς ὑπαρχούσας πληροφορίας, ἡ ἀρμοδία ὑπηρεσία ἐξήτασε τὰ σχετικὰ στοιχεῖα καὶ διετύπωσε τὰς ἀπόψεις της διὰ τὴν ταχυτέραν ἐπίλυσιν τοῦ θέματος. Ἐπίσης ἐγνώσθη ὅτι θὰ ληφθοῦν ἀποφάσεις ἐπὶ τῶν αἰτημάτων τῶν ἐνδιαφερομένων, τὰ ὁποῖα ὑπεβλήθησαν πρὸ καιροῦ εἰς τὸ ἁρμόδιον ὑπουργεῖον καὶ ἐξετάζονται ἤδη.: [254, 383, 370, 514]
- article-text: ΑΘΗΝΑΙ, 26.— Ὡς ἀνεκοινώθη χθές, ἡ Κυβέρνησις ἀπεφάσισεν ὅπως ἐξετασθῆ ἐκ νέου τό ζήτημα τῶν ἐργασιῶν, αἱ ὁποῖαι θὰ ἐκτελεσθοῦν κατὰ τὸ προσεχὲς διάστημα εἰς τὴν περιοχὴν τῆς πόλεως. Κατὰ τὰς ὑπαρχούσας πληροφορίας, ἡ ἀρμοδία ὑπηρεσία ἐξήτασε τὰ σχετικὰ στοιχεῖα καὶ διετύπωσε τὰς ἀπόψεις της διὰ τὴν ταχυτέραν ἐπίλυσιν τοῦ θέματος. Ἐπίσης ἐγνώσθη ὅτι θὰ ληφθοῦν ἀποφάσεις ἐπὶ τῶν αἰτημάτων τῶν ἐνδιαφερομένων, τὰ ὁποῖα ὑπεβλήθησαν πρὸ καιροῦ εἰς τὸ ἁρμόδιον ὑπουργεῖον καὶ ἐξετάζονται ἤδη.: [649, 292, 787, 408]
- article-text: ΑΘΗΝΑΙ, 26.— Ὡς ἀνεκοινώθη χθές, ἡ Κυβέρνησις ἀπεφάσισεν ὅπως ἐξετασθῆ ἐκ νέου τό ζήτημα τῶν ἐργασιῶν, αἱ ὁποῖαι θὰ ἐκτελεσθοῦν κατὰ τὸ προσεχὲς διάστημα εἰς τὴν περιοχὴν τῆς πόλεως. Κατὰ τὰς ὑπαρχούσας πληροφορίας, ἡ ἀρμοδία ὑπηρεσία ἐξήτασε τὰ σχετικὰ στοιχεῖα καὶ διετύπωσε τὰς ἀπόψεις της διὰ τὴν ταχυτέραν ἐπίλυσιν τοῦ θέματος. Ἐπίσης ἐγνώσθη ὅτι θὰ ληφθοῦν ἀποφάσεις ἐπὶ τῶν αἰτημάτων τῶν ἐνδιαφερομένων, τὰ ὁποῖα ὑπεβλήθησαν πρὸ καιροῦ εἰς τὸ ἁρμόδιον ὑπουργεῖον καὶ ἐξετάζονται ἤδη.: [945, 788, 1085, 903]
- article-text: ΑΘΗΝΑΙ, 26.— Ὡς ἀνεκοινώθη χθές, ἡ Κυβέρνησις ἀπεφάσισεν ὅπως ἐξετασθῆ ἐκ νέου τό ζήτημα τῶν ἐργασιῶν, αἱ ὁποῖαι θὰ ἐκτελεσθοῦν κατὰ τὸ προσεχὲς διάστημα εἰς τὴν περιοχὴν τῆς πόλεως. Κατὰ τὰς ὑπαρχούσας πληροφορίας, ἡ ἀρμοδία ὑπηρεσία ἐξήτασε τὰ σχετικὰ στοιχεῖα καὶ διετύπωσε τὰς ἀπόψεις της διὰ τὴν ταχυτέραν ἐπίλυσιν τοῦ θέματος. Ἐπίσης ἐγνώσθη ὅτι θὰ ληφθοῦν ἀποφάσεις ἐπὶ τῶν αἰτημάτων τῶν ἐνδιαφερομένων, τὰ ὁποῖα ὑπεβλήθησαν πρὸ καιροῦ εἰς τὸ ἁρμόδιον ὑπουργεῖον καὶ ἐξετάζονται ἤδη.: [1291, 1303, 1478, 1389]
- headline: ΤΥΧΗΡΟΙ ΤΟΥ ΛΑΧΕΙΟΥ ΕΙΣ ΘΕΣΣΑΛΟΝΙΚΗΝ: [378, 1738, 493, 1761]
- article-text: ΑΘΗΝΑΙ, 26.— Ὡς ἀνεκοινώθη χθές, ἡ Κυβέρνησις ἀπεφάσισεν ὅπως ἐξετασθῆ ἐκ νέου τό ζήτημα τῶν ἐργασιῶν, αἱ ὁποῖαι θὰ ἐκτελεσθοῦν κατὰ τὸ προσεχὲς διάστημα εἰς τὴν περιοχὴν τῆς πόλεως. Κατὰ τὰς ὑπαρχούσας πληροφορίας, ἡ ἀρμοδία ὑπηρεσία ἐξήτασε τὰ σχετικὰ στοιχεῖα καὶ διετύπωσε τὰς ἀπόψεις της διὰ τὴν ταχυτέραν ἐπίλυσιν τοῦ θέματος. Ἐπίσης ἐγνώσθη ὅτι θὰ ληφθοῦν ἀποφάσεις ἐπὶ τῶν αἰτημάτων τῶν ἐνδιαφερομένων, τὰ ὁποῖα ὑπεβλήθησαν πρὸ καιροῦ εἰς τὸ ἁρμόδιον ὑπουργεῖον καὶ ἐξετάζονται ἤδη.: [128, 2018, 243, 2156]
- article-text: ΑΘΗΝΑΙ, 26.— Ὡς ἀνεκοινώθη χθές, ἡ Κυβέρνησις ἀπεφάσισεν ὅπως ἐξετασθῆ ἐκ νέου τό ζήτημα τῶν ἐργασιῶν, αἱ ὁποῖαι θὰ ἐκτελεσθοῦν κατὰ τὸ προσεχὲς διάστημα εἰς τὴν περιοχὴν τῆς πόλεως. Κατὰ τὰς ὑπαρχούσας πληροφορίας, ἡ ἀρμοδία ὑπηρεσία ἐξήτασε τὰ σχετικὰ στοιχεῖα καὶ διετύπωσε τὰς ἀπόψεις της διὰ τὴν ταχυτέραν ἐπίλυσιν τοῦ θέματος. Ἐπίσης ἐγνώσθη ὅτι θὰ ληφθοῦν ἀποφάσεις ἐπὶ τῶν αἰτημάτων τῶν ἐνδιαφερομένων, τὰ ὁποῖα ὑπεβλήθησαν πρὸ καιροῦ εἰς τὸ ἁρμόδιον ὑπουργεῖον καὶ ἐξετάζονται ἤδη.: [128, 755, 243, 893]
- article-text: ΑΘΗΝΑΙ, 26.— Ὡς ἀνεκοινώθη χθές, ἡ Κυβέρνησις ἀπεφάσισεν ὅπως ἐξετασθῆ ἐκ νέου τό ζήτημα τῶν ἐργασιῶν, αἱ ὁποῖαι θὰ ἐκτελεσθοῦν κατὰ τὸ προσεχὲς διάστημα εἰς τὴν περιοχὴν τῆς πόλεως. Κατὰ τὰς ὑπαρχούσας πληροφορίας, ἡ ἀρμοδία ὑπηρεσία ἐξήτασε τὰ σχετικὰ στοιχεῖα καὶ διετύπωσε τὰς ἀπόψεις της διὰ τὴν ταχυτέραν ἐπίλυσιν τοῦ θέματος. Ἐπίσης ἐγνώσθη ὅτι θὰ ληφθοῦν ἀποφάσεις ἐπὶ τῶν αἰτημάτων τῶν ἐνδιαφερομένων, τὰ ὁποῖα ὑπεβλήθησαν πρὸ καιροῦ εἰς τὸ ἁρμόδιον ὑπουργεῖον καὶ ἐξετάζονται ἤδη.: [649, 583, 787, 699]
- headline: Η ΕΠΑΝΕΞΕΤΑΣΙΣ ΑΠΟΡΡΙΦΘΕΝΤΩΝ ΜΑΘΗΤΩΝ: [390, 1571, 480, 1605]
- article-text: ΑΘΗΝΑΙ, 26.— Ὡς ἀνεκοινώθη χθές, ἡ Κυβέρνησις ἀπεφάσισεν ὅπως ἐξετασθῆ ἐκ νέου τό ζήτημα τῶν ἐργασιῶν, αἱ ὁποῖαι θὰ ἐκτελεσθοῦν κατὰ τὸ προσεχὲς διάστημα εἰς τὴν περιοχὴν τῆς πόλεως. Κατὰ τὰς ὑπαρχούσας πληροφορίας, ἡ ἀρμοδία ὑπηρεσία ἐξήτασε τὰ σχετικὰ στοιχεῖα καὶ διετύπωσε τὰς ἀπόψεις της διὰ τὴν ταχυτέραν ἐπίλυσιν τοῦ θέματος. Ἐπίσης ἐγνώσθη ὅτι θὰ ληφθοῦν ἀποφάσεις ἐπὶ τῶν αἰτημάτων τῶν ἐνδιαφερομένων, τὰ ὁποῖα ὑπεβλήθησαν πρὸ καιροῦ εἰς τὸ ἁρμόδιον ὑπουργεῖον καὶ ἐξετάζονται ἤδη.: [1291, 232, 1478, 317]
- lottery-row: 40761 43759 44210 49319: [649, 1616, 752, 1624]
- subheadline: Ο ΔΡ ΧΟΥ' Σ ΑΣΘΕΝΕΙ: [968, 1595, 1062, 1606]
- rate-row: [258, 884, 366, 892]
- article-text: ΑΘΗΝΑΙ, 26.— Ὡς ἀνεκοινώθη χθές, ἡ Κυβέρνησις ἀπεφάσισεν ὅπως ἐξετασθῆ ἐκ νέου τό ζήτημα τῶν ἐργασιῶν, αἱ ὁποῖαι θὰ ἐκτελεσθοῦν κατὰ τὸ προσεχὲς διάστημα εἰς τὴν περιοχὴν τῆς πόλεως. Κατὰ τὰς ὑπαρχούσας πληροφορίας, ἡ ἀρμοδία ὑπηρεσία ἐξήτασε τὰ σχετικὰ στοιχεῖα καὶ διετύπωσε τὰς ἀπόψεις της διὰ τὴν ταχυτέραν ἐπίλυσιν τοῦ θέματος. Ἐπίσης ἐγνώσθη ὅτι θὰ ληφθοῦν ἀποφάσεις ἐπὶ τῶν αἰτημάτων τῶν ἐνδιαφερομένων, τὰ ὁποῖα ὑπεβλήθησαν πρὸ καιροῦ εἰς τὸ ἁρμόδιον ὑπουργεῖον καὶ ἐξετάζονται ἤδη.: [128, 2332, 243, 2471]
- headline: ΝΕΑΙ ΣΥΛΛΗΨΕΙΣ ΕΠΑΝΑΣΤΑΤΩΝ ΕΙΣ ΤΟΥΡΚΙΑΝ: [968, 904, 1062, 938]
- headline: Η ΓΑΛΛΙΑ ΑΥΞΑΝΕΙ ΤΑΣ ΑΜΥΝΤΙΚΑΣ ΔΑΠΑΝΑΣ ΤΗΣ: [949, 764, 1082, 787]
- headline: ΜΕΤΑΝΟΗΣΑΝΤΕΣ ΑΝΑΤΟΛΙΚΟΓΕΡΜΑΝΟΙ ΦΥΓΑΔΕΣ ΕΠΙΣΤΡΕΦΟΥΝ ΕΙΣ ΤΑΣ ΟΙΚΙΑΣ ΤΩΝ ΕΙΣ ΒΕΡΟΛΙΝΟΝ: [1101, 582, 1474, 608]
- headline: ΔΥΟ ΑΜΕΡΙΚΑΝΙΚΑ ΦΟΡΤΗΓΑ ΣΥΝΕΚΡΟΥΣΘΗΣΑΝ ΣΥΝΕΠΕΙΑ ΤΗΣ ΕΠΙΚΡΑΤΟΥΣΗΣ ΠΥΚΝΗΣ ΟΜΙΧΛΗΣ: [1105, 826, 1470, 852]
- article-text: ΑΘΗΝΑΙ, 26.— Ὡς ἀνεκοινώθη χθές, ἡ Κυβέρνησις ἀπεφάσισεν ὅπως ἐξετασθῆ ἐκ νέου τό ζήτημα τῶν ἐργασιῶν, αἱ ὁποῖαι θὰ ἐκτελεσθοῦν κατὰ τὸ προσεχὲς διάστημα εἰς τὴν περιοχὴν τῆς πόλεως. Κατὰ τὰς ὑπαρχούσας πληροφορίας, ἡ ἀρμοδία ὑπηρεσία ἐξήτασε τὰ σχετικὰ στοιχεῖα καὶ διετύπωσε τὰς ἀπόψεις της διὰ τὴν ταχυτέραν ἐπίλυσιν τοῦ θέματος. Ἐπίσης ἐγνώσθη ὅτι θὰ ληφθοῦν ἀποφάσεις ἐπὶ τῶν αἰτημάτων τῶν ἐνδιαφερομένων, τὰ ὁποῖα ὑπεβλήθησαν πρὸ καιροῦ εἰς τὸ ἁρμόδιον ὑπουργεῖον καὶ ἐξετάζονται ἤδη.: [6, 276, 121, 415]
- headline: ΑΠΗΓΟΡΕΥΘΗ Η ΑΝΕΓΕΡΣΙΣ ΝΕΩΝ ΟΙΚΟΔΟΜΩΝ ΕΙΣ ΤΟ ΤΕΡΜΑ ΤΗΣ ΟΔΟΥ ΑΓΙΟΥ ΔΗΜΗΤΡΙΟΥ: [255, 8, 493, 31]
- article-text: ΑΘΗΝΑΙ, 26.— Ὡς ἀνεκοινώθη χθές, ἡ Κυβέρνησις ἀπεφάσισεν ὅπως ἐξετασθῆ ἐκ νέου τό ζήτημα τῶν ἐργασιῶν, αἱ ὁποῖαι θὰ ἐκτελεσθοῦν κατὰ τὸ προσεχὲς διάστημα εἰς τὴν περιοχὴν τῆς πόλεως. Κατὰ τὰς ὑπαρχούσας πληροφορίας, ἡ ἀρμοδία ὑπηρεσία ἐξήτασε τὰ σχετικὰ στοιχεῖα καὶ διετύπωσε τὰς ἀπόψεις της διὰ τὴν ταχυτέραν ἐπίλυσιν τοῦ θέματος. Ἐπίσης ἐγνώσθη ὅτι θὰ ληφθοῦν ἀποφάσεις ἐπὶ τῶν αἰτημάτων τῶν ἐνδιαφερομένων, τὰ ὁποῖα ὑπεβλήθησαν πρὸ καιροῦ εἰς τὸ ἁρμόδιον ὑπουργεῖον καὶ ἐξετάζονται ἤδη.: [254, 1211, 370, 1342]
- column-rule: [1091, 7, 1092, 2150]
- article-text: ΑΘΗΝΑΙ, 26.— Ὡς ἀνεκοινώθη χθές, ἡ Κυβέρνησις ἀπεφάσισεν ὅπως ἐξετασθῆ ἐκ νέου τό ζήτημα τῶν ἐργασιῶν, αἱ ὁποῖαι θὰ ἐκτελεσθοῦν κατὰ τὸ προσεχὲς διάστημα εἰς τὴν περιοχὴν τῆς πόλεως. Κατὰ τὰς ὑπαρχούσας πληροφορίας, ἡ ἀρμοδία ὑπηρεσία ἐξήτασε τὰ σχετικὰ στοιχεῖα καὶ διετύπωσε τὰς ἀπόψεις της διὰ τὴν ταχυτέραν ἐπίλυσιν τοῦ θέματος. Ἐπίσης ἐγνώσθη ὅτι θὰ ληφθοῦν ἀποφάσεις ἐπὶ τῶν αἰτημάτων τῶν ἐνδιαφερομένων, τὰ ὁποῖα ὑπεβλήθησαν πρὸ καιροῦ εἰς τὸ ἁρμόδιον ὑπουργεῖον καὶ ἐξετάζονται ἤδη.: [128, 1608, 243, 1746]
- lottery-row: 43644 45225 49263 56523: [649, 1540, 752, 1548]
- article-text: ΑΘΗΝΑΙ, 26.— Ὡς ἀνεκοινώθη χθές, ἡ Κυβέρνησις ἀπεφάσισεν ὅπως ἐξετασθῆ ἐκ νέου τό ζήτημα τῶν ἐργασιῶν, αἱ ὁποῖαι θὰ ἐκτελεσθοῦν κατὰ τὸ προσεχὲς διάστημα εἰς τὴν περιοχὴν τῆς πόλεως. Κατὰ τὰς ὑπαρχούσας πληροφορίας, ἡ ἀρμοδία ὑπηρεσία ἐξήτασε τὰ σχετικὰ στοιχεῖα καὶ διετύπωσε τὰς ἀπόψεις της διὰ τὴν ταχυτέραν ἐπίλυσιν τοῦ θέματος. Ἐπίσης ἐγνώσθη ὅτι θὰ ληφθοῦν ἀποφάσεις ἐπὶ τῶν αἰτημάτων τῶν ἐνδιαφερομένων, τὰ ὁποῖα ὑπεβλήθησαν πρὸ καιροῦ εἰς τὸ ἁρμόδιον ὑπουργεῖον καὶ ἐξετάζονται ἤδη.: [649, 1064, 787, 1180]
- article-text: ΑΘΗΝΑΙ, 26.— Ὡς ἀνεκοινώθη χθές, ἡ Κυβέρνησις ἀπεφάσισεν ὅπως ἐξετασθῆ ἐκ νέου τό ζήτημα τῶν ἐργασιῶν, αἱ ὁποῖαι θὰ ἐκτελεσθοῦν κατὰ τὸ προσεχὲς διάστημα εἰς τὴν περιοχὴν τῆς πόλεως. Κατὰ τὰς ὑπαρχούσας πληροφορίας, ἡ ἀρμοδία ὑπηρεσία ἐξήτασε τὰ σχετικὰ στοιχεῖα καὶ διετύπωσε τὰς ἀπόψεις της διὰ τὴν ταχυτέραν ἐπίλυσιν τοῦ θέματος. Ἐπίσης ἐγνώσθη ὅτι θὰ ληφθοῦν ἀποφάσεις ἐπὶ τῶν αἰτημάτων τῶν ἐνδιαφερομένων, τὰ ὁποῖα ὑπεβλήθησαν πρὸ καιροῦ εἰς τὸ ἁρμόδιον ὑπουργεῖον καὶ ἐξετάζονται ἤδη.: [128, 1467, 243, 1606]
- article-text: ΑΘΗΝΑΙ, 26.— Ὡς ἀνεκοινώθη χθές, ἡ Κυβέρνησις ἀπεφάσισεν ὅπως ἐξετασθῆ ἐκ νέου τό ζήτημα τῶν ἐργασιῶν, αἱ ὁποῖαι θὰ ἐκτελεσθοῦν κατὰ τὸ προσεχὲς διάστημα εἰς τὴν περιοχὴν τῆς πόλεως. Κατὰ τὰς ὑπαρχούσας πληροφορίας, ἡ ἀρμοδία ὑπηρεσία ἐξήτασε τὰ σχετικὰ στοιχεῖα καὶ διετύπωσε τὰς ἀπόψεις της διὰ τὴν ταχυτέραν ἐπίλυσιν τοῦ θέματος. Ἐπίσης ἐγνώσθη ὅτι θὰ ληφθοῦν ἀποφάσεις ἐπὶ τῶν αἰτημάτων τῶν ἐνδιαφερομένων, τὰ ὁποῖα ὑπεβλήθησαν πρὸ καιροῦ εἰς τὸ ἁρμόδιον ὑπουργεῖον καὶ ἐξετάζονται ἤδη.: [254, 549, 370, 681]
- article-text: ΑΘΗΝΑΙ, 26.— Ὡς ἀνεκοινώθη χθές, ἡ Κυβέρνησις ἀπεφάσισεν ὅπως ἐξετασθῆ ἐκ νέου τό ζήτημα τῶν ἐργασιῶν, αἱ ὁποῖαι θὰ ἐκτελεσθοῦν κατὰ τὸ προσεχὲς διάστημα εἰς τὴν περιοχὴν τῆς πόλεως. Κατὰ τὰς ὑπαρχούσας πληροφορίας, ἡ ἀρμοδία ὑπηρεσία ἐξήτασε τὰ σχετικὰ στοιχεῖα καὶ διετύπωσε τὰς ἀπόψεις της διὰ τὴν ταχυτέραν ἐπίλυσιν τοῦ θέματος. Ἐπίσης ἐγνώσθη ὅτι θὰ ληφθοῦν ἀποφάσεις ἐπὶ τῶν αἰτημάτων τῶν ἐνδιαφερομένων, τὰ ὁποῖα ὑπεβλήθησαν πρὸ καιροῦ εἰς τὸ ἁρμόδιον ὑπουργεῖον καὶ ἐξετάζονται ἤδη.: [1291, 852, 1478, 938]
- article-text: ΑΘΗΝΑΙ, 26.— Ὡς ἀνεκοινώθη χθές, ἡ Κυβέρνησις ἀπεφάσισεν ὅπως ἐξετασθῆ ἐκ νέου τό ζήτημα τῶν ἐργασιῶν, αἱ ὁποῖαι θὰ ἐκτελεσθοῦν κατὰ τὸ προσεχὲς διάστημα εἰς τὴν περιοχὴν τῆς πόλεως. Κατὰ τὰς ὑπαρχούσας πληροφορίας, ἡ ἀρμοδία ὑπηρεσία ἐξήτασε τὰ σχετικὰ στοιχεῖα καὶ διετύπωσε τὰς ἀπόψεις της διὰ τὴν ταχυτέραν ἐπίλυσιν τοῦ θέματος. Ἐπίσης ἐγνώσθη ὅτι θὰ ληφθοῦν ἀποφάσεις ἐπὶ τῶν αἰτημάτων τῶν ἐνδιαφερομένων, τὰ ὁποῖα ὑπεβλήθησαν πρὸ καιροῦ εἰς τὸ ἁρμόδιον ὑπουργεῖον καὶ ἐξετάζονται ἤδη.: [505, 1064, 643, 1180]
- headline: Η ΔΙΟΙΚΗΣΙΣ ΤΟΥ ΟΛΜΕ ΕΠΕΣΚΕΦΘΗ ΤΟΝ ΥΠΟΥΡΓΟΝ ΠΑΙΔΕΙΑΣ: [254, 1520, 370, 1554]
- lottery-row: 31336 17906 18715 19002: [649, 1517, 752, 1525]
- lottery-row: άριθμοί 3092 10535 10985: [649, 1509, 756, 1518]
- headline: ΟΣ ΑΝΑΣΧΕΤΙΚΗ ΤΩΝ ΕΞΑΓΩΓΩΝ ΤΗΣ ΣΟΥΛΤΑΝΙΝΑΣ ΘΕΩΡΕΙΤΑΙ Η ΤΑΚΤΙΚΗ ΤΗΣ ΕΠΙΤΡΟΠΗΣ ΔΙΑΘΕΣΕΩΣ: [530, 429, 762, 466]
- article-text: ΑΘΗΝΑΙ, 26.— Ὡς ἀνεκοινώθη χθές, ἡ Κυβέρνησις ἀπεφάσισεν ὅπως ἐξετασθῆ ἐκ νέου τό ζήτημα τῶν ἐργασιῶν, αἱ ὁποῖαι θὰ ἐκτελεσθοῦν κατὰ τὸ προσεχὲς διάστημα εἰς τὴν περιοχὴν τῆς πόλεως. Κατὰ τὰς ὑπαρχούσας πληροφορίας, ἡ ἀρμοδία ὑπηρεσία ἐξήτασε τὰ σχετικὰ στοιχεῖα καὶ διετύπωσε τὰς ἀπόψεις της διὰ τὴν ταχυτέραν ἐπίλυσιν τοῦ θέματος. Ἐπίσης ἐγνώσθη ὅτι θὰ ληφθοῦν ἀποφάσεις ἐπὶ τῶν αἰτημάτων τῶν ἐνδιαφερομένων, τὰ ὁποῖα ὑπεβλήθησαν πρὸ καιροῦ εἰς τὸ ἁρμόδιον ὑπουργεῖον καὶ ἐξετάζονται ἤδη.: [1096, 122, 1284, 207]
- article-text: ΑΘΗΝΑΙ, 26.— Ὡς ἀνεκοινώθη χθές, ἡ Κυβέρνησις ἀπεφάσισεν ὅπως ἐξετασθῆ ἐκ νέου τό ζήτημα τῶν ἐργασιῶν, αἱ ὁποῖαι θὰ ἐκτελεσθοῦν κατὰ τὸ προσεχὲς διάστημα εἰς τὴν περιοχὴν τῆς πόλεως. Κατὰ τὰς ὑπαρχούσας πληροφορίας, ἡ ἀρμοδία ὑπηρεσία ἐξήτασε τὰ σχετικὰ στοιχεῖα καὶ διετύπωσε τὰς ἀπόψεις της διὰ τὴν ταχυτέραν ἐπίλυσιν τοῦ θέματος. Ἐπίσης ἐγνώσθη ὅτι θὰ ληφθοῦν ἀποφάσεις ἐπὶ τῶν αἰτημάτων τῶν ἐνδιαφερομένων, τὰ ὁποῖα ὑπεβλήθησαν πρὸ καιροῦ εἰς τὸ ἁρμόδιον ὑπουργεῖον καὶ ἐξετάζονται ἤδη.: [1291, 34, 1478, 120]
- article-text: ΑΘΗΝΑΙ, 26.— Ὡς ἀνεκοινώθη χθές, ἡ Κυβέρνησις ἀπεφάσισεν ὅπως ἐξετασθῆ ἐκ νέου τό ζήτημα τῶν ἐργασιῶν, αἱ ὁποῖαι θὰ ἐκτελεσθοῦν κατὰ τὸ προσεχὲς διάστημα εἰς τὴν περιοχὴν τῆς πόλεως. Κατὰ τὰς ὑπαρχούσας πληροφορίας, ἡ ἀρμοδία ὑπηρεσία ἐξήτασε τὰ σχετικὰ στοιχεῖα καὶ διετύπωσε τὰς ἀπόψεις της διὰ τὴν ταχυτέραν ἐπίλυσιν τοῦ θέματος. Ἐπίσης ἐγνώσθη ὅτι θὰ ληφθοῦν ἀποφάσεις ἐπὶ τῶν αἰτημάτων τῶν ἐνδιαφερομένων, τὰ ὁποῖα ὑπεβλήθησαν πρὸ καιροῦ εἰς τὸ ἁρμόδιον ὑπουργεῖον καὶ ἐξετάζονται ἤδη.: [128, 199, 243, 337]
- lottery-row: Ἀνὰ 40 δρχ. κερδίζουν πάντες: [649, 1661, 760, 1670]
- article-text: ΑΘΗΝΑΙ, 26.— Ὡς ἀνεκοινώθη χθές, ἡ Κυβέρνησις ἀπεφάσισεν ὅπως ἐξετασθῆ ἐκ νέου τό ζήτημα τῶν ἐργασιῶν, αἱ ὁποῖαι θὰ ἐκτελεσθοῦν κατὰ τὸ προσεχὲς διάστημα εἰς τὴν περιοχὴν τῆς πόλεως. Κατὰ τὰς ὑπαρχούσας πληροφορίας, ἡ ἀρμοδία ὑπηρεσία ἐξήτασε τὰ σχετικὰ στοιχεῖα καὶ διετύπωσε τὰς ἀπόψεις της διὰ τὴν ταχυτέραν ἐπίλυσιν τοῦ θέματος. Ἐπίσης ἐγνώσθη ὅτι θὰ ληφθοῦν ἀποφάσεις ἐπὶ τῶν αἰτημάτων τῶν ἐνδιαφερομένων, τὰ ὁποῖα ὑπεβλήθησαν πρὸ καιροῦ εἰς τὸ ἁρμόδιον ὑπουργεῖον καὶ ἐξετάζονται ἤδη.: [6, 1665, 121, 1803]
- article-text: ΑΘΗΝΑΙ, 26.— Ὡς ἀνεκοινώθη χθές, ἡ Κυβέρνησις ἀπεφάσισεν ὅπως ἐξετασθῆ ἐκ νέου τό ζήτημα τῶν ἐργασιῶν, αἱ ὁποῖαι θὰ ἐκτελεσθοῦν κατὰ τὸ προσεχὲς διάστημα εἰς τὴν περιοχὴν τῆς πόλεως. Κατὰ τὰς ὑπαρχούσας πληροφορίας, ἡ ἀρμοδία ὑπηρεσία ἐξήτασε τὰ σχετικὰ στοιχεῖα καὶ διετύπωσε τὰς ἀπόψεις της διὰ τὴν ταχυτέραν ἐπίλυσιν τοῦ θέματος. Ἐπίσης ἐγνώσθη ὅτι θὰ ληφθοῦν ἀποφάσεις ἐπὶ τῶν αἰτημάτων τῶν ἐνδιαφερομένων, τὰ ὁποῖα ὑπεβλήθησαν πρὸ καιροῦ εἰς τὸ ἁρμόδιον ὑπουργεῖον καὶ ἐξετάζονται ἤδη.: [649, 748, 787, 864]
- article-text: ΑΘΗΝΑΙ, 26.— Ὡς ἀνεκοινώθη χθές, ἡ Κυβέρνησις ἀπεφάσισεν ὅπως ἐξετασθῆ ἐκ νέου τό ζήτημα τῶν ἐργασιῶν, αἱ ὁποῖαι θὰ ἐκτελεσθοῦν κατὰ τὸ προσεχὲς διάστημα εἰς τὴν περιοχὴν τῆς πόλεως. Κατὰ τὰς ὑπαρχούσας πληροφορίας, ἡ ἀρμοδία ὑπηρεσία ἐξήτασε τὰ σχετικὰ στοιχεῖα καὶ διετύπωσε τὰς ἀπόψεις της διὰ τὴν ταχυτέραν ἐπίλυσιν τοῦ θέματος. Ἐπίσης ἐγνώσθη ὅτι θὰ ληφθοῦν ἀποφάσεις ἐπὶ τῶν αἰτημάτων τῶν ἐνδιαφερομένων, τὰ ὁποῖα ὑπεβλήθησαν πρὸ καιροῦ εἰς τὸ ἁρμόδιον ὑπουργεῖον καὶ ἐξετάζονται ἤδη.: [1096, 974, 1284, 1059]
- rate-value: 260.50—259.50: [306, 883, 361, 892]
- headline: ΑΙ ΤΑΡΑΧΑΙ ΣΥΝΕΧΙΖΟΝΤΑΙ ΕΙΣ ΚΟΛΟΜΒΙΑΝ: [949, 1056, 1081, 1079]
- article-text: ΑΘΗΝΑΙ, 26.— Ὡς ἀνεκοινώθη χθές, ἡ Κυβέρνησις ἀπεφάσισεν ὅπως ἐξετασθῆ ἐκ νέου τό ζήτημα τῶν ἐργασιῶν, αἱ ὁποῖαι θὰ ἐκτελεσθοῦν κατὰ τὸ προσεχὲς διάστημα εἰς τὴν περιοχὴν τῆς πόλεως. Κατὰ τὰς ὑπαρχούσας πληροφορίας, ἡ ἀρμοδία ὑπηρεσία ἐξήτασε τὰ σχετικὰ στοιχεῖα καὶ διετύπωσε τὰς ἀπόψεις της διὰ τὴν ταχυτέραν ἐπίλυσιν τοῦ θέματος. Ἐπίσης ἐγνώσθη ὅτι θὰ ληφθοῦν ἀποφάσεις ἐπὶ τῶν αἰτημάτων τῶν ἐνδιαφερομένων, τὰ ὁποῖα ὑπεβλήθησαν πρὸ καιροῦ εἰς τὸ ἁρμόδιον ὑπουργεῖον καὶ ἐξετάζονται ἤδη.: [128, 1094, 243, 1232]
- headline: ΠΡΟΚΗΡΥΞΙΣ ΔΙΑΓΩΝΙΣΜΟΥ ΤΗΣ ΕΠΙΤΡΟΠΗΣ ΑΤΟΜΙΚΗΣ ΝΕΡΓΕΙΑΣ: [256, 339, 368, 382]
- article-text: ΑΘΗΝΑΙ, 26.— Ὡς ἀνεκοινώθη χθές, ἡ Κυβέρνησις ἀπεφάσισεν ὅπως ἐξετασθῆ ἐκ νέου τό ζήτημα τῶν ἐργασιῶν, αἱ ὁποῖαι θὰ ἐκτελεσθοῦν κατὰ τὸ προσεχὲς διάστημα εἰς τὴν περιοχὴν τῆς πόλεως. Κατὰ τὰς ὑπαρχούσας πληροφορίας, ἡ ἀρμοδία ὑπηρεσία ἐξήτασε τὰ σχετικὰ στοιχεῖα καὶ διετύπωσε τὰς ἀπόψεις της διὰ τὴν ταχυτέραν ἐπίλυσιν τοῦ θέματος. Ἐπίσης ἐγνώσθη ὅτι θὰ ληφθοῦν ἀποφάσεις ἐπὶ τῶν αἰτημάτων τῶν ἐνδιαφερομένων, τὰ ὁποῖα ὑπεβλήθησαν πρὸ καιροῦ εἰς τὸ ἁρμόδιον ὑπουργεῖον καὶ ἐξετάζονται ἤδη.: [6, 2332, 121, 2471]
- article-text: ΑΘΗΝΑΙ, 26.— Ὡς ἀνεκοινώθη χθές, ἡ Κυβέρνησις ἀπεφάσισεν ὅπως ἐξετασθῆ ἐκ νέου τό ζήτημα τῶν ἐργασιῶν, αἱ ὁποῖαι θὰ ἐκτελεσθοῦν κατὰ τὸ προσεχὲς διάστημα εἰς τὴν περιοχὴν τῆς πόλεως. Κατὰ τὰς ὑπαρχούσας πληροφορίας, ἡ ἀρμοδία ὑπηρεσία ἐξήτασε τὰ σχετικὰ στοιχεῖα καὶ διετύπωσε τὰς ἀπόψεις της διὰ τὴν ταχυτέραν ἐπίλυσιν τοῦ θέματος. Ἐπίσης ἐγνώσθη ὅτι θὰ ληφθοῦν ἀποφάσεις ἐπὶ τῶν αἰτημάτων τῶν ἐνδιαφερομένων, τὰ ὁποῖα ὑπεβλήθησαν πρὸ καιροῦ εἰς τὸ ἁρμόδιον ὑπουργεῖον καὶ ἐξετάζονται ἤδη.: [505, 583, 643, 699]
- headline: ΕΠΙΚΕΙΤΑΙ Η ΝΕΑ ΕΚΤΟΞΕΥΣΙΣ ΘΑΛΑΜΙΣΚΟΥ ΠΡΟΣ ΠΡΟΠΑΡΑΣΚΕΥΗΝ ΤΗΣ ΑΠΟΣΤΟΛΗΣ ΑΜΕΡΙΚΑΝΩΝ ΑΣΤΡΟΝΑΥΤΩΝ ΕΙΣ ΣΕΛΗΝΗΝ: [1102, 327, 1473, 365]
- article-text: ΑΘΗΝΑΙ, 26.— Ὡς ἀνεκοινώθη χθές, ἡ Κυβέρνησις ἀπεφάσισεν ὅπως ἐξετασθῆ ἐκ νέου τό ζήτημα τῶν ἐργασιῶν, αἱ ὁποῖαι θὰ ἐκτελεσθοῦν κατὰ τὸ προσεχὲς διάστημα εἰς τὴν περιοχὴν τῆς πόλεως. Κατὰ τὰς ὑπαρχούσας πληροφορίας, ἡ ἀρμοδία ὑπηρεσία ἐξήτασε τὰ σχετικὰ στοιχεῖα καὶ διετύπωσε τὰς ἀπόψεις της διὰ τὴν ταχυτέραν ἐπίλυσιν τοῦ θέματος. Ἐπίσης ἐγνώσθη ὅτι θὰ ληφθοῦν ἀποφάσεις ἐπὶ τῶν αἰτημάτων τῶν ἐνδιαφερομένων, τὰ ὁποῖα ὑπεβλήθησαν πρὸ καιροῦ εἰς τὸ ἁρμόδιον ὑπουργεῖον καὶ ἐξετάζονται ἤδη.: [377, 1762, 493, 1892]
- article-text: ΑΘΗΝΑΙ, 26.— Ὡς ἀνεκοινώθη χθές, ἡ Κυβέρνησις ἀπεφάσισεν ὅπως ἐξετασθῆ ἐκ νέου τό ζήτημα τῶν ἐργασιῶν, αἱ ὁποῖαι θὰ ἐκτελεσθοῦν κατὰ τὸ προσεχὲς διάστημα εἰς τὴν περιοχὴν τῆς πόλεως. Κατὰ τὰς ὑπαρχούσας πληροφορίας, ἡ ἀρμοδία ὑπηρεσία ἐξήτασε τὰ σχετικὰ στοιχεῖα καὶ διετύπωσε τὰς ἀπόψεις της διὰ τὴν ταχυτέραν ἐπίλυσιν τοῦ θέματος. Ἐπίσης ἐγνώσθη ὅτι θὰ ληφθοῦν ἀποφάσεις ἐπὶ τῶν αἰτημάτων τῶν ἐνδιαφερομένων, τὰ ὁποῖα ὑπεβλήθησαν πρὸ καιροῦ εἰς τὸ ἁρμόδιον ὑπουργεῖον καὶ ἐξετάζονται ἤδη.: [649, 1216, 787, 1332]
- rate-row: [258, 876, 366, 884]
- headline: ΑΙ ΤΙΜΑΙ ΑΦΑΛΑΣΗΣ ΤΗΣ ΣΟΥΤΑΝΙΝΑΣ: [262, 1686, 362, 1710]
- article-text: ΑΘΗΝΑΙ, 26.— Ὡς ἀνεκοινώθη χθές, ἡ Κυβέρνησις ἀπεφάσισεν ὅπως ἐξετασθῆ ἐκ νέου τό ζήτημα τῶν ἐργασιῶν, αἱ ὁποῖαι θὰ ἐκτελεσθοῦν κατὰ τὸ προσεχὲς διάστημα εἰς τὴν περιοχὴν τῆς πόλεως. Κατὰ τὰς ὑπαρχούσας πληροφορίας, ἡ ἀρμοδία ὑπηρεσία ἐξήτασε τὰ σχετικὰ στοιχεῖα καὶ διετύπωσε τὰς ἀπόψεις της διὰ τὴν ταχυτέραν ἐπίλυσιν τοῦ θέματος. Ἐπίσης ἐγνώσθη ὅτι θὰ ληφθοῦν ἀποφάσεις ἐπὶ τῶν αἰτημάτων τῶν ἐνδιαφερομένων, τὰ ὁποῖα ὑπεβλήθησαν πρὸ καιροῦ εἰς τὸ ἁρμόδιον ὑπουργεῖον καὶ ἐξετάζονται ἤδη.: [377, 1175, 493, 1306]
- headline: ΕΛΗΞΑΝ ΑΙ ΣΥΝΟΜΙΛΙΑΙ ΑΙΓΥΠΤΟΥ – ΙΡΑΚ ΧΩΡΙΣ ΝΑ ΣΗΜΕΙΩΘΗ ΘΕΤΙΚΗ ΠΡΟΟΔΟΣ ΕΙΣ ΤΟ ΖΗΤΗΜΑ ΤΗΣ ΑΡΑΒΙΚΗΣ ΕΝΟΤΗΤΟΣ: [1110, 8, 1465, 33]
- article-text: ΑΘΗΝΑΙ, 26.— Ὡς ἀνεκοινώθη χθές, ἡ Κυβέρνησις ἀπεφάσισεν ὅπως ἐξετασθῆ ἐκ νέου τό ζήτημα τῶν ἐργασιῶν, αἱ ὁποῖαι θὰ ἐκτελεσθοῦν κατὰ τὸ προσεχὲς διάστημα εἰς τὴν περιοχὴν τῆς πόλεως. Κατὰ τὰς ὑπαρχούσας πληροφορίας, ἡ ἀρμοδία ὑπηρεσία ἐξήτασε τὰ σχετικὰ στοιχεῖα καὶ διετύπωσε τὰς ἀπόψεις της διὰ τὴν ταχυτέραν ἐπίλυσιν τοῦ θέματος. Ἐπίσης ἐγνώσθη ὅτι θὰ ληφθοῦν ἀποφάσεις ἐπὶ τῶν αἰτημάτων τῶν ἐνδιαφερομένων, τὰ ὁποῖα ὑπεβλήθησαν πρὸ καιροῦ εἰς τὸ ἁρμόδιον ὑπουργεῖον καὶ ἐξετάζονται ἤδη.: [1291, 730, 1478, 815]
- subheadline: Ο ΝΑΣΣΕΡ ΘΑ ΕΠΙΣΚΕΦΘΗ ΤΟ ΙΡΑΚ: [1308, 221, 1462, 232]
- article-text: ΑΘΗΝΑΙ, 26.— Ὡς ἀνεκοινώθη χθές, ἡ Κυβέρνησις ἀπεφάσισεν ὅπως ἐξετασθῆ ἐκ νέου τό ζήτημα τῶν ἐργασιῶν, αἱ ὁποῖαι θὰ ἐκτελεσθοῦν κατὰ τὸ προσεχὲς διάστημα εἰς τὴν περιοχὴν τῆς πόλεως. Κατὰ τὰς ὑπαρχούσας πληροφορίας, ἡ ἀρμοδία ὑπηρεσία ἐξήτασε τὰ σχετικὰ στοιχεῖα καὶ διετύπωσε τὰς ἀπόψεις της διὰ τὴν ταχυτέραν ἐπίλυσιν τοῦ θέματος. Ἐπίσης ἐγνώσθη ὅτι θὰ ληφθοῦν ἀποφάσεις ἐπὶ τῶν αἰτημάτων τῶν ἐνδιαφερομένων, τὰ ὁποῖα ὑπεβλήθησαν πρὸ καιροῦ εἰς τὸ ἁρμόδιον ὑπουργεῖον καὶ ἐξετάζονται ἤδη.: [1096, 487, 1284, 572]
- column-rule: [793, 7, 794, 2150]
- headline: ΤΟ ΣΥΜΒΟΥΛΙΟΝ ΤΟΥ ΙΚΑ ΠΑΡΕΣΧΕ ΤΗΝ ΔΙΑΒΕΒΑΙΩΣΙΝ ΟΤΙ ΘΑ ΕΠΙΛΥΘΗ ΤΟ ΘΕΜΑ ΤΗΣ ΑΥΞΗΣΕΩΣ ΣΥΝΤΑΞΕΩΝ: [6, 1242, 242, 1279]
- column-rule: [499, 7, 500, 2150]
- article-text: ΑΘΗΝΑΙ, 26.— Ὡς ἀνεκοινώθη χθές, ἡ Κυβέρνησις ἀπεφάσισεν ὅπως ἐξετασθῆ ἐκ νέου τό ζήτημα τῶν ἐργασιῶν, αἱ ὁποῖαι θὰ ἐκτελεσθοῦν κατὰ τὸ προσεχὲς διάστημα εἰς τὴν περιοχὴν τῆς πόλεως. Κατὰ τὰς ὑπαρχούσας πληροφορίας, ἡ ἀρμοδία ὑπηρεσία ἐξήτασε τὰ σχετικὰ στοιχεῖα καὶ διετύπωσε τὰς ἀπόψεις της διὰ τὴν ταχυτέραν ἐπίλυσιν τοῦ θέματος. Ἐπίσης ἐγνώσθη ὅτι θὰ ληφθοῦν ἀποφάσεις ἐπὶ τῶν αἰτημάτων τῶν ἐνδιαφερομένων, τὰ ὁποῖα ὑπεβλήθησαν πρὸ καιροῦ εἰς τὸ ἁρμόδιον ὑπουργεῖον καὶ ἐξετάζονται ἤδη.: [377, 846, 493, 977]
- article-text: ΑΘΗΝΑΙ, 26.— Ὡς ἀνεκοινώθη χθές, ἡ Κυβέρνησις ἀπεφάσισεν ὅπως ἐξετασθῆ ἐκ νέου τό ζήτημα τῶν ἐργασιῶν, αἱ ὁποῖαι θὰ ἐκτελεσθοῦν κατὰ τὸ προσεχὲς διάστημα εἰς τὴν περιοχὴν τῆς πόλεως. Κατὰ τὰς ὑπαρχούσας πληροφορίας, ἡ ἀρμοδία ὑπηρεσία ἐξήτασε τὰ σχετικὰ στοιχεῖα καὶ διετύπωσε τὰς ἀπόψεις της διὰ τὴν ταχυτέραν ἐπίλυσιν τοῦ θέματος. Ἐπίσης ἐγνώσθη ὅτι θὰ ληφθοῦν ἀποφάσεις ἐπὶ τῶν αἰτημάτων τῶν ἐνδιαφερομένων, τὰ ὁποῖα ὑπεβλήθησαν πρὸ καιροῦ εἰς τὸ ἁρμόδιον ὑπουργεῖον καὶ ἐξετάζονται ἤδη.: [254, 714, 370, 845]
- column-5: [1096, 7, 1478, 1402]
- headline: ΕΙΣ 5 ΔΙΣΕΚ. ΡΟΥΒΛΙΑ ΑΝΕΡΧΟΝΤΑΙ ΑΙ ΡΩΣΙΚΑΙ ΕΞΑΓΩΓΑΙ: [954, 462, 1077, 494]
- article-text: ΑΘΗΝΑΙ, 26.— Ὡς ἀνεκοινώθη χθές, ἡ Κυβέρνησις ἀπεφάσισεν ὅπως ἐξετασθῆ ἐκ νέου τό ζήτημα τῶν ἐργασιῶν, αἱ ὁποῖαι θὰ ἐκτελεσθοῦν κατὰ τὸ προσεχὲς διάστημα εἰς τὴν περιοχὴν τῆς πόλεως. Κατὰ τὰς ὑπαρχούσας πληροφορίας, ἡ ἀρμοδία ὑπηρεσία ἐξήτασε τὰ σχετικὰ στοιχεῖα καὶ διετύπωσε τὰς ἀπόψεις της διὰ τὴν ταχυτέραν ἐπίλυσιν τοῦ θέματος. Ἐπίσης ἐγνώσθη ὅτι θὰ ληφθοῦν ἀποφάσεις ἐπὶ τῶν αἰτημάτων τῶν ἐνδιαφερομένων, τὰ ὁποῖα ὑπεβλήθησαν πρὸ καιροῦ εἰς τὸ ἁρμόδιον ὑπουργεῖον καὶ ἐξετάζονται ἤδη.: [377, 337, 493, 468]
- article-text: ΑΘΗΝΑΙ, 26.— Ὡς ἀνεκοινώθη χθές, ἡ Κυβέρνησις ἀπεφάσισεν ὅπως ἐξετασθῆ ἐκ νέου τό ζήτημα τῶν ἐργασιῶν, αἱ ὁποῖαι θὰ ἐκτελεσθοῦν κατὰ τὸ προσεχὲς διάστημα εἰς τὴν περιοχὴν τῆς πόλεως. Κατὰ τὰς ὑπαρχούσας πληροφορίας, ἡ ἀρμοδία ὑπηρεσία ἐξήτασε τὰ σχετικὰ στοιχεῖα καὶ διετύπωσε τὰς ἀπόψεις της διὰ τὴν ταχυτέραν ἐπίλυσιν τοῦ θέματος. Ἐπίσης ἐγνώσθη ὅτι θὰ ληφθοῦν ἀποφάσεις ἐπὶ τῶν αἰτημάτων τῶν ἐνδιαφερομένων, τὰ ὁποῖα ὑπεβλήθησαν πρὸ καιροῦ εἰς τὸ ἁρμόδιον ὑπουργεῖον καὶ ἐξετάζονται ἤδη.: [1096, 365, 1284, 451]
- article-text: ΑΘΗΝΑΙ, 26.— Ὡς ἀνεκοινώθη χθές, ἡ Κυβέρνησις ἀπεφάσισεν ὅπως ἐξετασθῆ ἐκ νέου τό ζήτημα τῶν ἐργασιῶν, αἱ ὁποῖαι θὰ ἐκτελεσθοῦν κατὰ τὸ προσεχὲς διάστημα εἰς τὴν περιοχὴν τῆς πόλεως. Κατὰ τὰς ὑπαρχούσας πληροφορίας, ἡ ἀρμοδία ὑπηρεσία ἐξήτασε τὰ σχετικὰ στοιχεῖα καὶ διετύπωσε τὰς ἀπόψεις της διὰ τὴν ταχυτέραν ἐπίλυσιν τοῦ θέματος. Ἐπίσης ἐγνώσθη ὅτι θὰ ληφθοῦν ἀποφάσεις ἐπὶ τῶν αἰτημάτων τῶν ἐνδιαφερομένων, τὰ ὁποῖα ὑπεβλήθησαν πρὸ καιροῦ εἰς τὸ ἁρμόδιον ὑπουργεῖον καὶ ἐξετάζονται ἤδη.: [377, 468, 493, 599]
- headline: ΠΕΣΤΡΕΨΕ Ο κ. ΦΡΑΓΚΙΣΤΑΣ: [397, 1894, 474, 1916]
- headline: ΜΕΣΗΛΙΞ ΕΜΠΟΡΟΣ ΤΗΣ ΛΑΡΙΣΗΣ ΕΦΟΝΕΥΘΗ ΚΡΗΜΝΙΣΘΕΙΣ ΕΞ ΕΞΩΣΤΟΥ ΤΗΣ ΟΙΚΙΑΣ ΤΟΥ ΟΠΟΥ ΕΙΧΕ ΕΛΘΕΙ ΜΟΛΙΣ ΕΙΧΕ ΚΤΥΠΗΣΕΙ Ο ΚΩΔΩΝ: [7, 425, 241, 474]
- article-text: ΑΘΗΝΑΙ, 26.— Ὡς ἀνεκοινώθη χθές, ἡ Κυβέρνησις ἀπεφάσισεν ὅπως ἐξετασθῆ ἐκ νέου τό ζήτημα τῶν ἐργασιῶν, αἱ ὁποῖαι θὰ ἐκτελεσθοῦν κατὰ τὸ προσεχὲς διάστημα εἰς τὴν περιοχὴν τῆς πόλεως. Κατὰ τὰς ὑπαρχούσας πληροφορίας, ἡ ἀρμοδία ὑπηρεσία ἐξήτασε τὰ σχετικὰ στοιχεῖα καὶ διετύπωσε τὰς ἀπόψεις της διὰ τὴν ταχυτέραν ἐπίλυσιν τοῦ θέματος. Ἐπίσης ἐγνώσθη ὅτι θὰ ληφθοῦν ἀποφάσεις ἐπὶ τῶν αἰτημάτων τῶν ἐνδιαφερομένων, τὰ ὁποῖα ὑπεβλήθησαν πρὸ καιροῦ εἰς τὸ ἁρμόδιον ὑπουργεῖον καὶ ἐξετάζονται ἤδη.: [6, 755, 121, 893]
- headline: 2.000.000 ΑΥΓΩΝ ΕΧΟΥΝ ΣΥΣΣΩΡΕΥΘΗ ΕΙΣ ΤΑ ΨΥΓΕΙΑ: [259, 1177, 365, 1210]
- headline: Η ΟΛΟΜΕΛΕΙΑ ΤΟΥ ΕΜΠΟΡΙΚΟΥ ΕΠΙΜΕΛΗΤΗΡΙΟΥ ΑΘΗΝΩΝ ΘΕΩΡΕΙ ΑΣΤΟΧΟΥΣ ΤΑΣ ΚΥΒΕΡΝΗΤΙΚΑΣ ΠΑΡΕΜΒΑΣΕΙΣ: [506, 709, 786, 747]
- headline: ΣΥΝΤΟΜΟΙ ΕΡΓΑΤΙΚΑΙ ΕΙΔΗΣΕΙΣ: [14, 2000, 235, 2017]
- article-text: ΑΘΗΝΑΙ, 26.— Ὡς ἀνεκοινώθη χθές, ἡ Κυβέρνησις ἀπεφάσισεν ὅπως ἐξετασθῆ ἐκ νέου τό ζήτημα τῶν ἐργασιῶν, αἱ ὁποῖαι θὰ ἐκτελεσθοῦν κατὰ τὸ προσεχὲς διάστημα εἰς τὴν περιοχὴν τῆς πόλεως. Κατὰ τὰς ὑπαρχούσας πληροφορίας, ἡ ἀρμοδία ὑπηρεσία ἐξήτασε τὰ σχετικὰ στοιχεῖα καὶ διετύπωσε τὰς ἀπόψεις της διὰ τὴν ταχυτέραν ἐπίλυσιν τοῦ θέματος. Ἐπίσης ἐγνώσθη ὅτι θὰ ληφθοῦν ἀποφάσεις ἐπὶ τῶν αἰτημάτων τῶν ἐνδιαφερομένων, τὰ ὁποῖα ὑπεβλήθησαν πρὸ καιροῦ εἰς τὸ ἁρμόδιον ὑπουργεῖον καὶ ἐξετάζονται ἤδη.: [254, 1711, 370, 1841]
- headline: ΝΤΟΠΑΡΙΣΜΑ ΙΠΠΩΝ ΕΙΣ ΤΟΝ ΙΠΠΟΔΡΟΜΟΝ ΕΓΙΝΕΤΟ ΕΚ ΣΥΣΤΗΜΑΤΟΣ ΑΠΟ ΟΚΤΑΜΗΝΟΥ: [519, 1341, 773, 1367]
- article-text: ΑΘΗΝΑΙ, 26.— Ὡς ἀνεκοινώθη χθές, ἡ Κυβέρνησις ἀπεφάσισεν ὅπως ἐξετασθῆ ἐκ νέου τό ζήτημα τῶν ἐργασιῶν, αἱ ὁποῖαι θὰ ἐκτελεσθοῦν κατὰ τὸ προσεχὲς διάστημα εἰς τὴν περιοχὴν τῆς πόλεως. Κατὰ τὰς ὑπαρχούσας πληροφορίας, ἡ ἀρμοδία ὑπηρεσία ἐξήτασε τὰ σχετικὰ στοιχεῖα καὶ διετύπωσε τὰς ἀπόψεις της διὰ τὴν ταχυτέραν ἐπίλυσιν τοῦ θέματος. Ἐπίσης ἐγνώσθη ὅτι θὰ ληφθοῦν ἀποφάσεις ἐπὶ τῶν αἰτημάτων τῶν ἐνδιαφερομένων, τὰ ὁποῖα ὑπεβλήθησαν πρὸ καιροῦ εἰς τὸ ἁρμόδιον ὑπουργεῖον καὶ ἐξετάζονται ἤδη.: [6, 954, 121, 1093]
- rate-name: Κόκκινες: [263, 875, 298, 884]
- article-text: ΑΘΗΝΑΙ, 26.— Ὡς ἀνεκοινώθη χθές, ἡ Κυβέρνησις ἀπεφάσισεν ὅπως ἐξετασθῆ ἐκ νέου τό ζήτημα τῶν ἐργασιῶν, αἱ ὁποῖαι θὰ ἐκτελεσθοῦν κατὰ τὸ προσεχὲς διάστημα εἰς τὴν περιοχὴν τῆς πόλεως. Κατὰ τὰς ὑπαρχούσας πληροφορίας, ἡ ἀρμοδία ὑπηρεσία ἐξήτασε τὰ σχετικὰ στοιχεῖα καὶ διετύπωσε τὰς ἀπόψεις της διὰ τὴν ταχυτέραν ἐπίλυσιν τοῦ θέματος. Ἐπίσης ἐγνώσθη ὅτι θὰ ληφθοῦν ἀποφάσεις ἐπὶ τῶν αἰτημάτων τῶν ἐνδιαφερομένων, τὰ ὁποῖα ὑπεβλήθησαν πρὸ καιροῦ εἰς τὸ ἁρμόδιον ὑπουργεῖον καὶ ἐξετάζονται ἤδη.: [6, 1094, 121, 1232]
- subheadline: ΗΔΙΑΦΘΕΤΗΘΗ Η ΣΟΡΑΓΙΑ: [957, 1466, 1073, 1477]
- article-text: ΑΘΗΝΑΙ, 26.— Ὡς ἀνεκοινώθη χθές, ἡ Κυβέρνησις ἀπεφάσισεν ὅπως ἐξετασθῆ ἐκ νέου τό ζήτημα τῶν ἐργασιῶν, αἱ ὁποῖαι θὰ ἐκτελεσθοῦν κατὰ τὸ προσεχὲς διάστημα εἰς τὴν περιοχὴν τῆς πόλεως. Κατὰ τὰς ὑπαρχούσας πληροφορίας, ἡ ἀρμοδία ὑπηρεσία ἐξήτασε τὰ σχετικὰ στοιχεῖα καὶ διετύπωσε τὰς ἀπόψεις της διὰ τὴν ταχυτέραν ἐπίλυσιν τοῦ θέματος. Ἐπίσης ἐγνώσθη ὅτι θὰ ληφθοῦν ἀποφάσεις ἐπὶ τῶν αἰτημάτων τῶν ἐνδιαφερομένων, τὰ ὁποῖα ὑπεβλήθησαν πρὸ καιροῦ εἰς τὸ ἁρμόδιον ὑπουργεῖον καὶ ἐξετάζονται ἤδη.: [377, 196, 493, 327]
- headline: ΟΙ ΚΕΡΔΙΖΟΝΤΕΣ ΑΡΙΘΜΟΙ ΤΟΥ ΛΑΪΚΟΥ ΛΑΧΕΙΟΥ: [509, 1493, 783, 1507]
- article-text: ΑΘΗΝΑΙ, 26.— Ὡς ἀνεκοινώθη χθές, ἡ Κυβέρνησις ἀπεφάσισεν ὅπως ἐξετασθῆ ἐκ νέου τό ζήτημα τῶν ἐργασιῶν, αἱ ὁποῖαι θὰ ἐκτελεσθοῦν κατὰ τὸ προσεχὲς διάστημα εἰς τὴν περιοχὴν τῆς πόλεως. Κατὰ τὰς ὑπαρχούσας πληροφορίας, ἡ ἀρμοδία ὑπηρεσία ἐξήτασε τὰ σχετικὰ στοιχεῖα καὶ διετύπωσε τὰς ἀπόψεις της διὰ τὴν ταχυτέραν ἐπίλυσιν τοῦ θέματος. Ἐπίσης ἐγνώσθη ὅτι θὰ ληφθοῦν ἀποφάσεις ἐπὶ τῶν αἰτημάτων τῶν ἐνδιαφερομένων, τὰ ὁποῖα ὑπεβλήθησαν πρὸ καιροῦ εἰς τὸ ἁρμόδιον ὑπουργεῖον καὶ ἐξετάζονται ἤδη.: [254, 32, 370, 162]
- headline: ΟΙ ΚΙΝΕΖΟΙ ΑΓΝΟΟΥΝ ΤΑ ΡΩΣΙΚΑ ΕΠΙΤΕΥΓΜΑΤΑ ΚΑΙ ΤΟΝΙΖΟΥΝ ΤΑΣ ΕΚΤΕΛΕΣΕΙΣ ΕΓΚΛΗΜΑΤΙΩΝ: [1098, 703, 1477, 729]
- subheadline: ΕΡΓΑΤΗΣ ΚΑΤΕΠΛΑΚΩΘΗ ΥΠΟ ΣΩΡΟΥ ΜΑΡΜΑΡΩΝ: [7, 1471, 119, 1493]
- article-text: ΑΘΗΝΑΙ, 26.— Ὡς ἀνεκοινώθη χθές, ἡ Κυβέρνησις ἀπεφάσισεν ὅπως ἐξετασθῆ ἐκ νέου τό ζήτημα τῶν ἐργασιῶν, αἱ ὁποῖαι θὰ ἐκτελεσθοῦν κατὰ τὸ προσεχὲς διάστημα εἰς τὴν περιοχὴν τῆς πόλεως. Κατὰ τὰς ὑπαρχούσας πληροφορίας, ἡ ἀρμοδία ὑπηρεσία ἐξήτασε τὰ σχετικὰ στοιχεῖα καὶ διετύπωσε τὰς ἀπόψεις της διὰ τὴν ταχυτέραν ἐπίλυσιν τοῦ θέματος. Ἐπίσης ἐγνώσθη ὅτι θὰ ληφθοῦν ἀποφάσεις ἐπὶ τῶν αἰτημάτων τῶν ἐνδιαφερομένων, τὰ ὁποῖα ὑπεβλήθησαν πρὸ καιροῦ εἰς τὸ ἁρμόδιον ὑπουργεῖον καὶ ἐξετάζονται ἤδη.: [128, 954, 243, 1093]
- article-text: ΑΘΗΝΑΙ, 26.— Ὡς ἀνεκοινώθη χθές, ἡ Κυβέρνησις ἀπεφάσισεν ὅπως ἐξετασθῆ ἐκ νέου τό ζήτημα τῶν ἐργασιῶν, αἱ ὁποῖαι θὰ ἐκτελεσθοῦν κατὰ τὸ προσεχὲς διάστημα εἰς τὴν περιοχὴν τῆς πόλεως. Κατὰ τὰς ὑπαρχούσας πληροφορίας, ἡ ἀρμοδία ὑπηρεσία ἐξήτασε τὰ σχετικὰ στοιχεῖα καὶ διετύπωσε τὰς ἀπόψεις της διὰ τὴν ταχυτέραν ἐπίλυσιν τοῦ θέματος. Ἐπίσης ἐγνώσθη ὅτι θὰ ληφθοῦν ἀποφάσεις ἐπὶ τῶν αἰτημάτων τῶν ἐνδιαφερομένων, τὰ ὁποῖα ὑπεβλήθησαν πρὸ καιροῦ εἰς τὸ ἁρμόδιον ὑπουργεῖον καὶ ἐξετάζονται ἤδη.: [799, 123, 939, 238]
- article-text: ΑΘΗΝΑΙ, 26.— Ὡς ἀνεκοινώθη χθές, ἡ Κυβέρνησις ἀπεφάσισεν ὅπως ἐξετασθῆ ἐκ νέου τό ζήτημα τῶν ἐργασιῶν, αἱ ὁποῖαι θὰ ἐκτελεσθοῦν κατὰ τὸ προσεχὲς διάστημα εἰς τὴν περιοχὴν τῆς πόλεως. Κατὰ τὰς ὑπαρχούσας πληροφορίας, ἡ ἀρμοδία ὑπηρεσία ἐξήτασε τὰ σχετικὰ στοιχεῖα καὶ διετύπωσε τὰς ἀπόψεις της διὰ τὴν ταχυτέραν ἐπίλυσιν τοῦ θέματος. Ἐπίσης ἐγνώσθη ὅτι θὰ ληφθοῦν ἀποφάσεις ἐπὶ τῶν αἰτημάτων τῶν ἐνδιαφερομένων, τὰ ὁποῖα ὑπεβλήθησαν πρὸ καιροῦ εἰς τὸ ἁρμόδιον ὑπουργεῖον καὶ ἐξετάζονται ἤδη.: [128, 58, 243, 198]
- article-text: ΑΘΗΝΑΙ, 26.— Ὡς ἀνεκοινώθη χθές, ἡ Κυβέρνησις ἀπεφάσισεν ὅπως ἐξετασθῆ ἐκ νέου τό ζήτημα τῶν ἐργασιῶν, αἱ ὁποῖαι θὰ ἐκτελεσθοῦν κατὰ τὸ προσεχὲς διάστημα εἰς τὴν περιοχὴν τῆς πόλεως. Κατὰ τὰς ὑπαρχούσας πληροφορίας, ἡ ἀρμοδία ὑπηρεσία ἐξήτασε τὰ σχετικὰ στοιχεῖα καὶ διετύπωσε τὰς ἀπόψεις της διὰ τὴν ταχυτέραν ἐπίλυσιν τοῦ θέματος. Ἐπίσης ἐγνώσθη ὅτι θὰ ληφθοῦν ἀποφάσεις ἐπὶ τῶν αἰτημάτων τῶν ἐνδιαφερομένων, τὰ ὁποῖα ὑπεβλήθησαν πρὸ καιροῦ εἰς τὸ ἁρμόδιον ὑπουργεῖον καὶ ἐξετάζονται ἤδη.: [649, 175, 787, 291]
- article-text: ΑΘΗΝΑΙ, 26.— Ὡς ἀνεκοινώθη χθές, ἡ Κυβέρνησις ἀπεφάσισεν ὅπως ἐξετασθῆ ἐκ νέου τό ζήτημα τῶν ἐργασιῶν, αἱ ὁποῖαι θὰ ἐκτελεσθοῦν κατὰ τὸ προσεχὲς διάστημα εἰς τὴν περιοχὴν τῆς πόλεως. Κατὰ τὰς ὑπαρχούσας πληροφορίας, ἡ ἀρμοδία ὑπηρεσία ἐξήτασε τὰ σχετικὰ στοιχεῖα καὶ διετύπωσε τὰς ἀπόψεις της διὰ τὴν ταχυτέραν ἐπίλυσιν τοῦ θέματος. Ἐπίσης ἐγνώσθη ὅτι θὰ ληφθοῦν ἀποφάσεις ἐπὶ τῶν αἰτημάτων τῶν ἐνδιαφερομένων, τὰ ὁποῖα ὑπεβλήθησαν πρὸ καιροῦ εἰς τὸ ἁρμόδιον ὑπουργεῖον καὶ ἐξετάζονται ἤδη.: [377, 32, 493, 162]
- column-4: [799, 7, 1085, 1724]
- article-text: ΑΘΗΝΑΙ, 26.— Ὡς ἀνεκοινώθη χθές, ἡ Κυβέρνησις ἀπεφάσισεν ὅπως ἐξετασθῆ ἐκ νέου τό ζήτημα τῶν ἐργασιῶν, αἱ ὁποῖαι θὰ ἐκτελεσθοῦν κατὰ τὸ προσεχὲς διάστημα εἰς τὴν περιοχὴν τῆς πόλεως. Κατὰ τὰς ὑπαρχούσας πληροφορίας, ἡ ἀρμοδία ὑπηρεσία ἐξήτασε τὰ σχετικὰ στοιχεῖα καὶ διετύπωσε τὰς ἀπόψεις της διὰ τὴν ταχυτέραν ἐπίλυσιν τοῦ θέματος. Ἐπίσης ἐγνώσθη ὅτι θὰ ληφθοῦν ἀποφάσεις ἐπὶ τῶν αἰτημάτων τῶν ἐνδιαφερομένων, τὰ ὁποῖα ὑπεβλήθησαν πρὸ καιροῦ εἰς τὸ ἁρμόδιον ὑπουργεῖον καὶ ἐξετάζονται ἤδη.: [505, 748, 643, 864]
- article-text: ΑΘΗΝΑΙ, 26.— Ὡς ἀνεκοινώθη χθές, ἡ Κυβέρνησις ἀπεφάσισεν ὅπως ἐξετασθῆ ἐκ νέου τό ζήτημα τῶν ἐργασιῶν, αἱ ὁποῖαι θὰ ἐκτελεσθοῦν κατὰ τὸ προσεχὲς διάστημα εἰς τὴν περιοχὴν τῆς πόλεως. Κατὰ τὰς ὑπαρχούσας πληροφορίας, ἡ ἀρμοδία ὑπηρεσία ἐξήτασε τὰ σχετικὰ στοιχεῖα καὶ διετύπωσε τὰς ἀπόψεις της διὰ τὴν ταχυτέραν ἐπίλυσιν τοῦ θέματος. Ἐπίσης ἐγνώσθη ὅτι θὰ ληφθοῦν ἀποφάσεις ἐπὶ τῶν αἰτημάτων τῶν ἐνδιαφερομένων, τὰ ὁποῖα ὑπεβλήθησαν πρὸ καιροῦ εἰς τὸ ἁρμόδιον ὑπουργεῖον καὶ ἐξετάζονται ἤδη.: [128, 2158, 243, 2296]
- headline: ΚΑΤΕΣΤΑΛΗ ΚΙΝΗΜΑ ΕΙΣ ΤΗΝ ΕΠΑΡΧΙΑΝ ΚΙΒΟΥ ΤΟΥ ΚΟΓΚΟ: [949, 311, 1082, 343]
- article-text: ΑΘΗΝΑΙ, 26.— Ὡς ἀνεκοινώθη χθές, ἡ Κυβέρνησις ἀπεφάσισεν ὅπως ἐξετασθῆ ἐκ νέου τό ζήτημα τῶν ἐργασιῶν, αἱ ὁποῖαι θὰ ἐκτελεσθοῦν κατὰ τὸ προσεχὲς διάστημα εἰς τὴν περιοχὴν τῆς πόλεως. Κατὰ τὰς ὑπαρχούσας πληροφορίας, ἡ ἀρμοδία ὑπηρεσία ἐξήτασε τὰ σχετικὰ στοιχεῖα καὶ διετύπωσε τὰς ἀπόψεις της διὰ τὴν ταχυτέραν ἐπίλυσιν τοῦ θέματος. Ἐπίσης ἐγνώσθη ὅτι θὰ ληφθοῦν ἀποφάσεις ἐπὶ τῶν αἰτημάτων τῶν ἐνδιαφερομένων, τὰ ὁποῖα ὑπεβλήθησαν πρὸ καιροῦ εἰς τὸ ἁρμόδιον ὑπουργεῖον καὶ ἐξετάζονται ἤδη.: [649, 912, 787, 1028]
- article-text: ΑΘΗΝΑΙ, 26.— Ὡς ἀνεκοινώθη χθές, ἡ Κυβέρνησις ἀπεφάσισεν ὅπως ἐξετασθῆ ἐκ νέου τό ζήτημα τῶν ἐργασιῶν, αἱ ὁποῖαι θὰ ἐκτελεσθοῦν κατὰ τὸ προσεχὲς διάστημα εἰς τὴν περιοχὴν τῆς πόλεως. Κατὰ τὰς ὑπαρχούσας πληροφορίας, ἡ ἀρμοδία ὑπηρεσία ἐξήτασε τὰ σχετικὰ στοιχεῖα καὶ διετύπωσε τὰς ἀπόψεις της διὰ τὴν ταχυτέραν ἐπίλυσιν τοῦ θέματος. Ἐπίσης ἐγνώσθη ὅτι θὰ ληφθοῦν ἀποφάσεις ἐπὶ τῶν αἰτημάτων τῶν ἐνδιαφερομένων, τὰ ὁποῖα ὑπεβλήθησαν πρὸ καιροῦ εἰς τὸ ἁρμόδιον ὑπουργεῖον καὶ ἐξετάζονται ἤδη.: [1096, 852, 1284, 938]
- lottery-row: 79408 77442 75251: [649, 1654, 724, 1662]
- headline: ΥΠΕΓΡΑΦΗ Η ΣΥΜΒΑΣΙΣ ΠΕΡΙ ΧΟΡΗΓΗΣΕΩΣ ΔΑΝΕΙΟΥ 21.600.000 ΔΟΛΛΑΡΙΩΝ ΕΙΣ ΤΗΝ ΔΕΗ ΔΙΑ ΤΟ ΥΔΡΟΗΛΕΚΤΡΙΚΟΝ ΕΡΓΩΝ ΑΧΕΛΩΟΥ: [505, 8, 787, 45]
- article-text: ΑΘΗΝΑΙ, 26.— Ὡς ἀνεκοινώθη χθές, ἡ Κυβέρνησις ἀπεφάσισεν ὅπως ἐξετασθῆ ἐκ νέου τό ζήτημα τῶν ἐργασιῶν, αἱ ὁποῖαι θὰ ἐκτελεσθοῦν κατὰ τὸ προσεχὲς διάστημα εἰς τὴν περιοχὴν τῆς πόλεως. Κατὰ τὰς ὑπαρχούσας πληροφορίας, ἡ ἀρμοδία ὑπηρεσία ἐξήτασε τὰ σχετικὰ στοιχεῖα καὶ διετύπωσε τὰς ἀπόψεις της διὰ τὴν ταχυτέραν ἐπίλυσιν τοῦ θέματος. Ἐπίσης ἐγνώσθη ὅτι θὰ ληφθοῦν ἀποφάσεις ἐπὶ τῶν αἰτημάτων τῶν ἐνδιαφερομένων, τὰ ὁποῖα ὑπεβλήθησαν πρὸ καιροῦ εἰς τὸ ἁρμόδιον ὑπουργεῖον καὶ ἐξετάζονται ἤδη.: [128, 615, 243, 754]
- column-1: [6, 7, 243, 2473]
- article-text: ΑΘΗΝΑΙ, 26.— Ὡς ἀνεκοινώθη χθές, ἡ Κυβέρνησις ἀπεφάσισεν ὅπως ἐξετασθῆ ἐκ νέου τό ζήτημα τῶν ἐργασιῶν, αἱ ὁποῖαι θὰ ἐκτελεσθοῦν κατὰ τὸ προσεχὲς διάστημα εἰς τὴν περιοχὴν τῆς πόλεως. Κατὰ τὰς ὑπαρχούσας πληροφορίας, ἡ ἀρμοδία ὑπηρεσία ἐξήτασε τὰ σχετικὰ στοιχεῖα καὶ διετύπωσε τὰς ἀπόψεις της διὰ τὴν ταχυτέραν ἐπίλυσιν τοῦ θέματος. Ἐπίσης ἐγνώσθη ὅτι θὰ ληφθοῦν ἀποφάσεις ἐπὶ τῶν αἰτημάτων τῶν ἐνδιαφερομένων, τὰ ὁποῖα ὑπεβλήθησαν πρὸ καιροῦ εἰς τὸ ἁρμόδιον ὑπουργεῖον καὶ ἐξετάζονται ἤδη.: [799, 6, 939, 122]
- article-text: ΑΘΗΝΑΙ, 26.— Ὡς ἀνεκοινώθη χθές, ἡ Κυβέρνησις ἀπεφάσισεν ὅπως ἐξετασθῆ ἐκ νέου τό ζήτημα τῶν ἐργασιῶν, αἱ ὁποῖαι θὰ ἐκτελεσθοῦν κατὰ τὸ προσεχὲς διάστημα εἰς τὴν περιοχὴν τῆς πόλεως. Κατὰ τὰς ὑπαρχούσας πληροφορίας, ἡ ἀρμοδία ὑπηρεσία ἐξήτασε τὰ σχετικὰ στοιχεῖα καὶ διετύπωσε τὰς ἀπόψεις της διὰ τὴν ταχυτέραν ἐπίλυσιν τοῦ θέματος. Ἐπίσης ἐγνώσθη ὅτι θὰ ληφθοῦν ἀποφάσεις ἐπὶ τῶν αἰτημάτων τῶν ἐνδιαφερομένων, τὰ ὁποῖα ὑπεβλήθησαν πρὸ καιροῦ εἰς τὸ ἁρμόδιον ὑπουργεῖον καὶ ἐξετάζονται ἤδη.: [1096, 730, 1284, 815]
- article-text: ΑΘΗΝΑΙ, 26.— Ὡς ἀνεκοινώθη χθές, ἡ Κυβέρνησις ἀπεφάσισεν ὅπως ἐξετασθῆ ἐκ νέου τό ζήτημα τῶν ἐργασιῶν, αἱ ὁποῖαι θὰ ἐκτελεσθοῦν κατὰ τὸ προσεχὲς διάστημα εἰς τὴν περιοχὴν τῆς πόλεως. Κατὰ τὰς ὑπαρχούσας πληροφορίας, ἡ ἀρμοδία ὑπηρεσία ἐξήτασε τὰ σχετικὰ στοιχεῖα καὶ διετύπωσε τὰς ἀπόψεις της διὰ τὴν ταχυτέραν ἐπίλυσιν τοῦ θέματος. Ἐπίσης ἐγνώσθη ὅτι θὰ ληφθοῦν ἀποφάσεις ἐπὶ τῶν αἰτημάτων τῶν ἐνδιαφερομένων, τὰ ὁποῖα ὑπεβλήθησαν πρὸ καιροῦ εἰς τὸ ἁρμόδιον ὑπουργεῖον καὶ ἐξετάζονται ἤδη.: [945, 647, 1085, 762]
- article-text: ΑΘΗΝΑΙ, 26.— Ὡς ἀνεκοινώθη χθές, ἡ Κυβέρνησις ἀπεφάσισεν ὅπως ἐξετασθῆ ἐκ νέου τό ζήτημα τῶν ἐργασιῶν, αἱ ὁποῖαι θὰ ἐκτελεσθοῦν κατὰ τὸ προσεχὲς διάστημα εἰς τὴν περιοχὴν τῆς πόλεως. Κατὰ τὰς ὑπαρχούσας πληροφορίας, ἡ ἀρμοδία ὑπηρεσία ἐξήτασε τὰ σχετικὰ στοιχεῖα καὶ διετύπωσε τὰς ἀπόψεις της διὰ τὴν ταχυτέραν ἐπίλυσιν τοῦ θέματος. Ἐπίσης ἐγνώσθη ὅτι θὰ ληφθοῦν ἀποφάσεις ἐπὶ τῶν αἰτημάτων τῶν ἐνδιαφερομένων, τὰ ὁποῖα ὑπεβλήθησαν πρὸ καιροῦ εἰς τὸ ἁρμόδιον ὑπουργεῖον καὶ ἐξετάζονται ἤδη.: [505, 302, 643, 418]
- lottery-row: 57869 65007 67260 67449: [649, 1631, 752, 1639]
- article-text: ΑΘΗΝΑΙ, 26.— Ὡς ἀνεκοινώθη χθές, ἡ Κυβέρνησις ἀπεφάσισεν ὅπως ἐξετασθῆ ἐκ νέου τό ζήτημα τῶν ἐργασιῶν, αἱ ὁποῖαι θὰ ἐκτελεσθοῦν κατὰ τὸ προσεχὲς διάστημα εἰς τὴν περιοχὴν τῆς πόλεως. Κατὰ τὰς ὑπαρχούσας πληροφορίας, ἡ ἀρμοδία ὑπηρεσία ἐξήτασε τὰ σχετικὰ στοιχεῖα καὶ διετύπωσε τὰς ἀπόψεις της διὰ τὴν ταχυτέραν ἐπίλυσιν τοῦ θέματος. Ἐπίσης ἐγνώσθη ὅτι θὰ ληφθοῦν ἀποφάσεις ἐπὶ τῶν αἰτημάτων τῶν ἐνδιαφερομένων, τὰ ὁποῖα ὑπεβλήθησαν πρὸ καιροῦ εἰς τὸ ἁρμόδιον ὑπουργεῖον καὶ ἐξετάζονται ἤδη.: [377, 714, 493, 845]
- article-text: ΑΘΗΝΑΙ, 26.— Ὡς ἀνεκοινώθη χθές, ἡ Κυβέρνησις ἀπεφάσισεν ὅπως ἐξετασθῆ ἐκ νέου τό ζήτημα τῶν ἐργασιῶν, αἱ ὁποῖαι θὰ ἐκτελεσθοῦν κατὰ τὸ προσεχὲς διάστημα εἰς τὴν περιοχὴν τῆς πόλεως. Κατὰ τὰς ὑπαρχούσας πληροφορίας, ἡ ἀρμοδία ὑπηρεσία ἐξήτασε τὰ σχετικὰ στοιχεῖα καὶ διετύπωσε τὰς ἀπόψεις της διὰ τὴν ταχυτέραν ἐπίλυσιν τοῦ θέματος. Ἐπίσης ἐγνώσθη ὅτι θὰ ληφθοῦν ἀποφάσεις ἐπὶ τῶν αἰτημάτων τῶν ἐνδιαφερομένων, τὰ ὁποῖα ὑπεβλήθησαν πρὸ καιροῦ εἰς τὸ ἁρμόδιον ὑπουργεῖον καὶ ἐξετάζονται ἤδη.: [945, 939, 1085, 1055]
- article-text: ΑΘΗΝΑΙ, 26.— Ὡς ἀνεκοινώθη χθές, ἡ Κυβέρνησις ἀπεφάσισεν ὅπως ἐξετασθῆ ἐκ νέου τό ζήτημα τῶν ἐργασιῶν, αἱ ὁποῖαι θὰ ἐκτελεσθοῦν κατὰ τὸ προσεχὲς διάστημα εἰς τὴν περιοχὴν τῆς πόλεως. Κατὰ τὰς ὑπαρχούσας πληροφορίας, ἡ ἀρμοδία ὑπηρεσία ἐξήτασε τὰ σχετικὰ στοιχεῖα καὶ διετύπωσε τὰς ἀπόψεις της διὰ τὴν ταχυτέραν ἐπίλυσιν τοῦ θέματος. Ἐπίσης ἐγνώσθη ὅτι θὰ ληφθοῦν ἀποφάσεις ἐπὶ τῶν αἰτημάτων τῶν ἐνδιαφερομένων, τὰ ὁποῖα ὑπεβλήθησαν πρὸ καιροῦ εἰς τὸ ἁρμόδιον ὑπουργεῖον καὶ ἐξετάζονται ἤδη.: [505, 467, 643, 583]
- lottery-row: Ἀνὰ 1.000 δρχ. κερδίζουν: [649, 1570, 744, 1579]
- article-text: ΑΘΗΝΑΙ, 26.— Ὡς ἀνεκοινώθη χθές, ἡ Κυβέρνησις ἀπεφάσισεν ὅπως ἐξετασθῆ ἐκ νέου τό ζήτημα τῶν ἐργασιῶν, αἱ ὁποῖαι θὰ ἐκτελεσθοῦν κατὰ τὸ προσεχὲς διάστημα εἰς τὴν περιοχὴν τῆς πόλεως. Κατὰ τὰς ὑπαρχούσας πληροφορίας, ἡ ἀρμοδία ὑπηρεσία ἐξήτασε τὰ σχετικὰ στοιχεῖα καὶ διετύπωσε τὰς ἀπόψεις της διὰ τὴν ταχυτέραν ἐπίλυσιν τοῦ θέματος. Ἐπίσης ἐγνώσθη ὅτι θὰ ληφθοῦν ἀποφάσεις ἐπὶ τῶν αἰτημάτων τῶν ἐνδιαφερομένων, τὰ ὁποῖα ὑπεβλήθησαν πρὸ καιροῦ εἰς τὸ ἁρμόδιον ὑπουργεῖον καὶ ἐξετάζονται ἤδη.: [128, 1280, 243, 1419]
- lottery-row: 27311 32488 38153 38584: [649, 1608, 752, 1617]
- article-text: ΑΘΗΝΑΙ, 26.— Ὡς ἀνεκοινώθη χθές, ἡ Κυβέρνησις ἀπεφάσισεν ὅπως ἐξετασθῆ ἐκ νέου τό ζήτημα τῶν ἐργασιῶν, αἱ ὁποῖαι θὰ ἐκτελεσθοῦν κατὰ τὸ προσεχὲς διάστημα εἰς τὴν περιοχὴν τῆς πόλεως. Κατὰ τὰς ὑπαρχούσας πληροφορίας, ἡ ἀρμοδία ὑπηρεσία ἐξήτασε τὰ σχετικὰ στοιχεῖα καὶ διετύπωσε τὰς ἀπόψεις της διὰ τὴν ταχυτέραν ἐπίλυσιν τοῦ θέματος. Ἐπίσης ἐγνώσθη ὅτι θὰ ληφθοῦν ἀποφάσεις ἐπὶ τῶν αἰτημάτων τῶν ἐνδιαφερομένων, τὰ ὁποῖα ὑπεβλήθησαν πρὸ καιροῦ εἰς τὸ ἁρμόδιον ὑπουργεῖον καὶ ἐξετάζονται ἤδη.: [1096, 1197, 1284, 1282]
- article-text: ΑΘΗΝΑΙ, 26.— Ὡς ἀνεκοινώθη χθές, ἡ Κυβέρνησις ἀπεφάσισεν ὅπως ἐξετασθῆ ἐκ νέου τό ζήτημα τῶν ἐργασιῶν, αἱ ὁποῖαι θὰ ἐκτελεσθοῦν κατὰ τὸ προσεχὲς διάστημα εἰς τὴν περιοχὴν τῆς πόλεως. Κατὰ τὰς ὑπαρχούσας πληροφορίας, ἡ ἀρμοδία ὑπηρεσία ἐξήτασε τὰ σχετικὰ στοιχεῖα καὶ διετύπωσε τὰς ἀπόψεις της διὰ τὴν ταχυτέραν ἐπίλυσιν τοῦ θέματος. Ἐπίσης ἐγνώσθη ὅτι θὰ ληφθοῦν ἀποφάσεις ἐπὶ τῶν αἰτημάτων τῶν ἐνδιαφερομένων, τὰ ὁποῖα ὑπεβλήθησαν πρὸ καιροῦ εἰς τὸ ἁρμόδιον ὑπουργεῖον καὶ ἐξετάζονται ἤδη.: [1291, 1096, 1478, 1181]
- article-text: ΑΘΗΝΑΙ, 26.— Ὡς ἀνεκοινώθη χθές, ἡ Κυβέρνησις ἀπεφάσισεν ὅπως ἐξετασθῆ ἐκ νέου τό ζήτημα τῶν ἐργασιῶν, αἱ ὁποῖαι θὰ ἐκτελεσθοῦν κατὰ τὸ προσεχὲς διάστημα εἰς τὴν περιοχὴν τῆς πόλεως. Κατὰ τὰς ὑπαρχούσας πληροφορίας, ἡ ἀρμοδία ὑπηρεσία ἐξήτασε τὰ σχετικὰ στοιχεῖα καὶ διετύπωσε τὰς ἀπόψεις της διὰ τὴν ταχυτέραν ἐπίλυσιν τοῦ θέματος. Ἐπίσης ἐγνώσθη ὅτι θὰ ληφθοῦν ἀποφάσεις ἐπὶ τῶν αἰτημάτων τῶν ἐνδιαφερομένων, τὰ ὁποῖα ὑπεβλήθησαν πρὸ καιροῦ εἰς τὸ ἁρμόδιον ὑπουργεῖον καὶ ἐξετάζονται ἤδη.: [649, 1368, 787, 1484]
- headline: ΔΙΑΡΡΟΗ ΚΑΥΣΙΜΩΝ ΠΑΡΟΥΣΙΑΣΘΗ ΣΤΟΝ ΠΥΡΑΥΛΟΙ «ΤΙΤΑΝ»: [964, 160, 1067, 192]
- lottery-row: 28186 29563 32554 41231: [649, 1532, 752, 1541]
- rate-row: [258, 917, 366, 926]
- lottery-numbers: [650, 1510, 788, 1677]
- headline: ΑΙ ΣΥΝΟΜΙΛΙΑΙ ΤΩΝ Κ.Κ. ΚΡΟΥΣΤΣΕΦ – ΤΙΤΟ ΚΑΛΥΠΤΟΝΤΑΙ ΥΠΟ ΑΚΡΑΣ ΜΥΣΤΙΚΟΤΗΤΟΣ: [1107, 1069, 1467, 1095]
- article-text: ΑΘΗΝΑΙ, 26.— Ὡς ἀνεκοινώθη χθές, ἡ Κυβέρνησις ἀπεφάσισεν ὅπως ἐξετασθῆ ἐκ νέου τό ζήτημα τῶν ἐργασιῶν, αἱ ὁποῖαι θὰ ἐκτελεσθοῦν κατὰ τὸ προσεχὲς διάστημα εἰς τὴν περιοχὴν τῆς πόλεως. Κατὰ τὰς ὑπαρχούσας πληροφορίας, ἡ ἀρμοδία ὑπηρεσία ἐξήτασε τὰ σχετικὰ στοιχεῖα καὶ διετύπωσε τὰς ἀπόψεις της διὰ τὴν ταχυτέραν ἐπίλυσιν τοῦ θέματος. Ἐπίσης ἐγνώσθη ὅτι θὰ ληφθοῦν ἀποφάσεις ἐπὶ τῶν αἰτημάτων τῶν ἐνδιαφερομένων, τὰ ὁποῖα ὑπεβλήθησαν πρὸ καιροῦ εἰς τὸ ἁρμόδιον ὑπουργεῖον καὶ ἐξετάζονται ἤδη.: [377, 1307, 493, 1438]
- lottery-row: 74778 75093 79907 79994: [649, 1563, 752, 1570]
- headline: «ΧΑΡΑΤΣΙ» ΕΠΙΒΑΛΛΕΙ Η ΝΟΜΑΡΧΙΑ ΠΙΕΡΙΑΣ ΕΙΣ ΤΟΥΣ ΔΗΜΟΥΣ ΚΑΙ ΤΑΣ ΚΟΙΝΟΤΗΤΑΣ ΔΙΑ ΝΑ ΠΛΗΡΩΝΩΝΤΑΙ ΔΥΟ ΟΠΑΔΟΙ ΤΗΣ ΕΡΕ: [9, 903, 239, 953]
- article-text: ΑΘΗΝΑΙ, 26.— Ὡς ἀνεκοινώθη χθές, ἡ Κυβέρνησις ἀπεφάσισεν ὅπως ἐξετασθῆ ἐκ νέου τό ζήτημα τῶν ἐργασιῶν, αἱ ὁποῖαι θὰ ἐκτελεσθοῦν κατὰ τὸ προσεχὲς διάστημα εἰς τὴν περιοχὴν τῆς πόλεως. Κατὰ τὰς ὑπαρχούσας πληροφορίας, ἡ ἀρμοδία ὑπηρεσία ἐξήτασε τὰ σχετικὰ στοιχεῖα καὶ διετύπωσε τὰς ἀπόψεις της διὰ τὴν ταχυτέραν ἐπίλυσιν τοῦ θέματος. Ἐπίσης ἐγνώσθη ὅτι θὰ ληφθοῦν ἀποφάσεις ἐπὶ τῶν αἰτημάτων τῶν ἐνδιαφερομένων, τὰ ὁποῖα ὑπεβλήθησαν πρὸ καιροῦ εἰς τὸ ἁρμόδιον ὑπουργεῖον καὶ ἐξετάζονται ἤδη.: [254, 1555, 370, 1685]
- subheadline: ΠΙΘΑΝΗΣ ΚΑΤΑΤΟΠΙΣΙΣ: [1140, 1284, 1240, 1295]
- article-text: ΑΘΗΝΑΙ, 26.— Ὡς ἀνεκοινώθη χθές, ἡ Κυβέρνησις ἀπεφάσισεν ὅπως ἐξετασθῆ ἐκ νέου τό ζήτημα τῶν ἐργασιῶν, αἱ ὁποῖαι θὰ ἐκτελεσθοῦν κατὰ τὸ προσεχὲς διάστημα εἰς τὴν περιοχὴν τῆς πόλεως. Κατὰ τὰς ὑπαρχούσας πληροφορίας, ἡ ἀρμοδία ὑπηρεσία ἐξήτασε τὰ σχετικὰ στοιχεῖα καὶ διετύπωσε τὰς ἀπόψεις της διὰ τὴν ταχυτέραν ἐπίλυσιν τοῦ θέματος. Ἐπίσης ἐγνώσθη ὅτι θὰ ληφθοῦν ἀποφάσεις ἐπὶ τῶν αἰτημάτων τῶν ἐνδιαφερομένων, τὰ ὁποῖα ὑπεβλήθησαν πρὸ καιροῦ εἰς τὸ ἁρμόδιον ὑπουργεῖον καὶ ἐξετάζονται ἤδη.: [254, 942, 370, 1072]
- rate-value: 249.00—248.00: [306, 908, 361, 917]
- rates-title: ΧΡΥΣΑ ΝΟΜΙΣΜΑΤΑ: [280, 850, 344, 859]
- article-text: ΑΘΗΝΑΙ, 26.— Ὡς ἀνεκοινώθη χθές, ἡ Κυβέρνησις ἀπεφάσισεν ὅπως ἐξετασθῆ ἐκ νέου τό ζήτημα τῶν ἐργασιῶν, αἱ ὁποῖαι θὰ ἐκτελεσθοῦν κατὰ τὸ προσεχὲς διάστημα εἰς τὴν περιοχὴν τῆς πόλεως. Κατὰ τὰς ὑπαρχούσας πληροφορίας, ἡ ἀρμοδία ὑπηρεσία ἐξήτασε τὰ σχετικὰ στοιχεῖα καὶ διετύπωσε τὰς ἀπόψεις της διὰ τὴν ταχυτέραν ἐπίλυσιν τοῦ θέματος. Ἐπίσης ἐγνώσθη ὅτι θὰ ληφθοῦν ἀποφάσεις ἐπὶ τῶν αἰτημάτων τῶν ἐνδιαφερομένων, τὰ ὁποῖα ὑπεβλήθησαν πρὸ καιροῦ εἰς τὸ ἁρμόδιον ὑπουργεῖον καὶ ἐξετάζονται ἤδη.: [254, 196, 370, 327]
- subheadline: Ο ΑΡΕΦ ΕΙΣ ΔΑΜΑΣΚΟΝ: [1333, 122, 1437, 134]
- headline: ΑΦΗΡΕΣΑΝ 3.470 ΔΡΑΧΜΑΣ ΑΠΟ ΤΡΕΙΣ ΑΥΣΤΡΙΑΚΟΥΣ ΕΚ ΤΟΥ ΑΥΤΟΚΙΝΗΤΟΥ ΤΩΝ ΠΑΡΑ ΤΟ ΚΑΜΠΙΓΚ «ΧΑΡΑ»: [510, 873, 782, 911]
- article-text: ΑΘΗΝΑΙ, 26.— Ὡς ἀνεκοινώθη χθές, ἡ Κυβέρνησις ἀπεφάσισεν ὅπως ἐξετασθῆ ἐκ νέου τό ζήτημα τῶν ἐργασιῶν, αἱ ὁποῖαι θὰ ἐκτελεσθοῦν κατὰ τὸ προσεχὲς διάστημα εἰς τὴν περιοχὴν τῆς πόλεως. Κατὰ τὰς ὑπαρχούσας πληροφορίας, ἡ ἀρμοδία ὑπηρεσία ἐξήτασε τὰ σχετικὰ στοιχεῖα καὶ διετύπωσε τὰς ἀπόψεις της διὰ τὴν ταχυτέραν ἐπίλυσιν τοῦ θέματος. Ἐπίσης ἐγνώσθη ὅτι θὰ ληφθοῦν ἀποφάσεις ἐπὶ τῶν αἰτημάτων τῶν ἐνδιαφερομένων, τὰ ὁποῖα ὑπεβλήθησαν πρὸ καιροῦ εἰς τὸ ἁρμόδιον ὑπουργεῖον καὶ ἐξετάζονται ἤδη.: [945, 42, 1085, 158]
- article-text: ΑΘΗΝΑΙ, 26.— Ὡς ἀνεκοινώθη χθές, ἡ Κυβέρνησις ἀπεφάσισεν ὅπως ἐξετασθῆ ἐκ νέου τό ζήτημα τῶν ἐργασιῶν, αἱ ὁποῖαι θὰ ἐκτελεσθοῦν κατὰ τὸ προσεχὲς διάστημα εἰς τὴν περιοχὴν τῆς πόλεως. Κατὰ τὰς ὑπαρχούσας πληροφορίας, ἡ ἀρμοδία ὑπηρεσία ἐξήτασε τὰ σχετικὰ στοιχεῖα καὶ διετύπωσε τὰς ἀπόψεις της διὰ τὴν ταχυτέραν ἐπίλυσιν τοῦ θέματος. Ἐπίσης ἐγνώσθη ὅτι θὰ ληφθοῦν ἀποφάσεις ἐπὶ τῶν αἰτημάτων τῶν ἐνδιαφερομένων, τὰ ὁποῖα ὑπεβλήθησαν πρὸ καιροῦ εἰς τὸ ἁρμόδιον ὑπουργεῖον καὶ ἐξετάζονται ἤδη.: [945, 1477, 1085, 1593]
- subheadline: ΤΟ ΥΠΟΥΡΓΕΙΟΝ ΠΑΙΔΕΙΑΣ ΗΓΟΡΑΣΕ ΠΙΝΑΚΑΣ ΤΡΙΩΝ ΘΕΣΣΑΛΟΝΙΚΕΩΝ: [20, 62, 106, 104]
- byline: ΡΟΝΑΛΝΤ ΦΑΡΚΟΥΑΡ: [1395, 1281, 1475, 1290]
- subheadline: ΕΞΗΤΗΣ ΔΙΑΒΕΒΑΙΩΣΕΙΣ: [1332, 1183, 1438, 1194]
- article-text: ΑΘΗΝΑΙ, 26.— Ὡς ἀνεκοινώθη χθές, ἡ Κυβέρνησις ἀπεφάσισεν ὅπως ἐξετασθῆ ἐκ νέου τό ζήτημα τῶν ἐργασιῶν, αἱ ὁποῖαι θὰ ἐκτελεσθοῦν κατὰ τὸ προσεχὲς διάστημα εἰς τὴν περιοχὴν τῆς πόλεως. Κατὰ τὰς ὑπαρχούσας πληροφορίας, ἡ ἀρμοδία ὑπηρεσία ἐξήτασε τὰ σχετικὰ στοιχεῖα καὶ διετύπωσε τὰς ἀπόψεις της διὰ τὴν ταχυτέραν ἐπίλυσιν τοῦ θέματος. Ἐπίσης ἐγνώσθη ὅτι θὰ ληφθοῦν ἀποφάσεις ἐπὶ τῶν αἰτημάτων τῶν ἐνδιαφερομένων, τὰ ὁποῖα ὑπεβλήθησαν πρὸ καιροῦ εἰς τὸ ἁρμόδιον ὑπουργεῖον καὶ ἐξετάζονται ἤδη.: [377, 1606, 493, 1736]
- article-text: ΑΘΗΝΑΙ, 26.— Ὡς ἀνεκοινώθη χθές, ἡ Κυβέρνησις ἀπεφάσισεν ὅπως ἐξετασθῆ ἐκ νέου τό ζήτημα τῶν ἐργασιῶν, αἱ ὁποῖαι θὰ ἐκτελεσθοῦν κατὰ τὸ προσεχὲς διάστημα εἰς τὴν περιοχὴν τῆς πόλεως. Κατὰ τὰς ὑπαρχούσας πληροφορίας, ἡ ἀρμοδία ὑπηρεσία ἐξήτασε τὰ σχετικὰ στοιχεῖα καὶ διετύπωσε τὰς ἀπόψεις της διὰ τὴν ταχυτέραν ἐπίλυσιν τοῦ θέματος. Ἐπίσης ἐγνώσθη ὅτι θὰ ληφθοῦν ἀποφάσεις ἐπὶ τῶν αἰτημάτων τῶν ἐνδιαφερομένων, τὰ ὁποῖα ὑπεβλήθησαν πρὸ καιροῦ εἰς τὸ ἁρμόδιον ὑπουργεῖον καὶ ἐξετάζονται ἤδη.: [254, 1106, 493, 1169]
- headline: ΚΥΝΗΓΟΣ ΕΦΟΝΕΥΘΗ ΕΞ ΕΚΠΥΡΣΟΚΡΟΤΗΣΕΩΣ ΤΟΥ ΟΠΛΟΥ ΤΟΥ: [257, 1343, 367, 1387]
- article-text: ΑΘΗΝΑΙ, 26.— Ὡς ἀνεκοινώθη χθές, ἡ Κυβέρνησις ἀπεφάσισεν ὅπως ἐξετασθῆ ἐκ νέου τό ζήτημα τῶν ἐργασιῶν, αἱ ὁποῖαι θὰ ἐκτελεσθοῦν κατὰ τὸ προσεχὲς διάστημα εἰς τὴν περιοχὴν τῆς πόλεως. Κατὰ τὰς ὑπαρχούσας πληροφορίας, ἡ ἀρμοδία ὑπηρεσία ἐξήτασε τὰ σχετικὰ στοιχεῖα καὶ διετύπωσε τὰς ἀπόψεις της διὰ τὴν ταχυτέραν ἐπίλυσιν τοῦ θέματος. Ἐπίσης ἐγνώσθη ὅτι θὰ ληφθοῦν ἀποφάσεις ἐπὶ τῶν αἰτημάτων τῶν ἐνδιαφερομένων, τὰ ὁποῖα ὑπεβλήθησαν πρὸ καιροῦ εἰς τὸ ἁρμόδιον ὑπουργεῖον καὶ ἐξετάζονται ἤδη.: [649, 467, 787, 583]
- subheadline: ΥΠΕΣΤΗΣΑΝ ΕΓΚΑΥΜΑΤΑ: [961, 1337, 1070, 1348]
- article-text: ΑΘΗΝΑΙ, 26.— Ὡς ἀνεκοινώθη χθές, ἡ Κυβέρνησις ἀπεφάσισεν ὅπως ἐξετασθῆ ἐκ νέου τό ζήτημα τῶν ἐργασιῶν, αἱ ὁποῖαι θὰ ἐκτελεσθοῦν κατὰ τὸ προσεχὲς διάστημα εἰς τὴν περιοχὴν τῆς πόλεως. Κατὰ τὰς ὑπαρχούσας πληροφορίας, ἡ ἀρμοδία ὑπηρεσία ἐξήτασε τὰ σχετικὰ στοιχεῖα καὶ διετύπωσε τὰς ἀπόψεις της διὰ τὴν ταχυτέραν ἐπίλυσιν τοῦ θέματος. Ἐπίσης ἐγνώσθη ὅτι θὰ ληφθοῦν ἀποφάσεις ἐπὶ τῶν αἰτημάτων τῶν ἐνδιαφερομένων, τὰ ὁποῖα ὑπεβλήθησαν πρὸ καιροῦ εἰς τὸ ἁρμόδιον ὑπουργεῖον καὶ ἐξετάζονται ἤδη.: [377, 1917, 493, 2049]
- subheadline: Ο ΤΡΟΠΟΣ ΧΡΗΜΑΤΟΔΟΤΗΣΕΩΣ: [528, 281, 620, 302]
- headline: ΤΑ ΑΦΡΟΔΙΣΙΑ ΕΞΑΠΛΟΥΝΤΑΙ ΕΙΣ ΚΩΝΣΤΑΝΤΙΝΟΥΠΟΛΙΝ: [960, 613, 1071, 646]
- article-text: ΑΘΗΝΑΙ, 26.— Ὡς ἀνεκοινώθη χθές, ἡ Κυβέρνησις ἀπεφάσισεν ὅπως ἐξετασθῆ ἐκ νέου τό ζήτημα τῶν ἐργασιῶν, αἱ ὁποῖαι θὰ ἐκτελεσθοῦν κατὰ τὸ προσεχὲς διάστημα εἰς τὴν περιοχὴν τῆς πόλεως. Κατὰ τὰς ὑπαρχούσας πληροφορίας, ἡ ἀρμοδία ὑπηρεσία ἐξήτασε τὰ σχετικὰ στοιχεῖα καὶ διετύπωσε τὰς ἀπόψεις της διὰ τὴν ταχυτέραν ἐπίλυσιν τοῦ θέματος. Ἐπίσης ἐγνώσθη ὅτι θὰ ληφθοῦν ἀποφάσεις ἐπὶ τῶν αἰτημάτων τῶν ἐνδιαφερομένων, τὰ ὁποῖα ὑπεβλήθησαν πρὸ καιροῦ εἰς τὸ ἁρμόδιον ὑπουργεῖον καὶ ἐξετάζονται ἤδη.: [6, 1852, 121, 1991]
- subheadline: ΠΡΟΣΚΛΗΣΙΣ Ο ΜΑΡΑΘΩΝΑ: [1324, 1292, 1445, 1303]
- lottery-row: 72013 72646 72776 74757: [649, 1639, 752, 1647]
- article-text: ΑΘΗΝΑΙ, 26.— Ὡς ἀνεκοινώθη χθές, ἡ Κυβέρνησις ἀπεφάσισεν ὅπως ἐξετασθῆ ἐκ νέου τό ζήτημα τῶν ἐργασιῶν, αἱ ὁποῖαι θὰ ἐκτελεσθοῦν κατὰ τὸ προσεχὲς διάστημα εἰς τὴν περιοχὴν τῆς πόλεως. Κατὰ τὰς ὑπαρχούσας πληροφορίας, ἡ ἀρμοδία ὑπηρεσία ἐξήτασε τὰ σχετικὰ στοιχεῖα καὶ διετύπωσε τὰς ἀπόψεις της διὰ τὴν ταχυτέραν ἐπίλυσιν τοῦ θέματος. Ἐπίσης ἐγνώσθη ὅτι θὰ ληφθοῦν ἀποφάσεις ἐπὶ τῶν αἰτημάτων τῶν ἐνδιαφερομένων, τὰ ὁποῖα ὑπεβλήθησαν πρὸ καιροῦ εἰς τὸ ἁρμόδιον ὑπουργεῖον καὶ ἐξετάζονται ἤδη.: [505, 912, 643, 1028]
- article-text: ΑΘΗΝΑΙ, 26.— Ὡς ἀνεκοινώθη χθές, ἡ Κυβέρνησις ἀπεφάσισεν ὅπως ἐξετασθῆ ἐκ νέου τό ζήτημα τῶν ἐργασιῶν, αἱ ὁποῖαι θὰ ἐκτελεσθοῦν κατὰ τὸ προσεχὲς διάστημα εἰς τὴν περιοχὴν τῆς πόλεως. Κατὰ τὰς ὑπαρχούσας πληροφορίας, ἡ ἀρμοδία ὑπηρεσία ἐξήτασε τὰ σχετικὰ στοιχεῖα καὶ διετύπωσε τὰς ἀπόψεις της διὰ τὴν ταχυτέραν ἐπίλυσιν τοῦ θέματος. Ἐπίσης ἐγνώσθη ὅτι θὰ ληφθοῦν ἀποφάσεις ἐπὶ τῶν αἰτημάτων τῶν ἐνδιαφερομένων, τὰ ὁποῖα ὑπεβλήθησαν πρὸ καιροῦ εἰς τὸ ἁρμόδιον ὑπουργεῖον καὶ ἐξετάζονται ἤδη.: [1096, 1295, 1284, 1380]
- rate-name: Ελβετ.: [263, 908, 289, 917]
- headline: 294 ΔΡΑΧΜ. Η ΧΡΥΣΗ ΛΙΡΑ ΕΙΣ ΤΗΝ ΘΕΣΣΑΛΟΝΙΚΗΝ ΚΑΙ 293,20 ΔΡΧ. ΕΙΣ ΑΘΗΝΑΣ: [262, 690, 486, 712]
- article-text: ΑΘΗΝΑΙ, 26.— Ὡς ἀνεκοινώθη χθές, ἡ Κυβέρνησις ἀπεφάσισεν ὅπως ἐξετασθῆ ἐκ νέου τό ζήτημα τῶν ἐργασιῶν, αἱ ὁποῖαι θὰ ἐκτελεσθοῦν κατὰ τὸ προσεχὲς διάστημα εἰς τὴν περιοχὴν τῆς πόλεως. Κατὰ τὰς ὑπαρχούσας πληροφορίας, ἡ ἀρμοδία ὑπηρεσία ἐξήτασε τὰ σχετικὰ στοιχεῖα καὶ διετύπωσε τὰς ἀπόψεις της διὰ τὴν ταχυτέραν ἐπίλυσιν τοῦ θέματος. Ἐπίσης ἐγνώσθη ὅτι θὰ ληφθοῦν ἀποφάσεις ἐπὶ τῶν αἰτημάτων τῶν ἐνδιαφερομένων, τὰ ὁποῖα ὑπεβλήθησαν πρὸ καιροῦ εἰς τὸ ἁρμόδιον ὑπουργεῖον καὶ ἐξετάζονται ἤδη.: [945, 1606, 1085, 1722]
- headline: ΑΠΕΙΛΕΙ ΑΠΕΡΓΙΑΝ ΤΟ ΠΡΟΣΩΠΙΚΟΝ ΤΗΣ «ΟΛΥΜΠΙΑΚΗΣ»: [256, 515, 368, 548]
- rate-name: Εικοσόφραγκα: [263, 891, 314, 901]
- rate-name: Λίρα Αγγλίας: [263, 858, 293, 876]
- lottery-row: 22111 22188 26080 26538: [649, 1524, 752, 1532]
- article-text: ΑΘΗΝΑΙ, 26.— Ὡς ἀνεκοινώθη χθές, ἡ Κυβέρνησις ἀπεφάσισεν ὅπως ἐξετασθῆ ἐκ νέου τό ζήτημα τῶν ἐργασιῶν, αἱ ὁποῖαι θὰ ἐκτελεσθοῦν κατὰ τὸ προσεχὲς διάστημα εἰς τὴν περιοχὴν τῆς πόλεως. Κατὰ τὰς ὑπαρχούσας πληροφορίας, ἡ ἀρμοδία ὑπηρεσία ἐξήτασε τὰ σχετικὰ στοιχεῖα καὶ διετύπωσε τὰς ἀπόψεις της διὰ τὴν ταχυτέραν ἐπίλυσιν τοῦ θέματος. Ἐπίσης ἐγνώσθη ὅτι θὰ ληφθοῦν ἀποφάσεις ἐπὶ τῶν αἰτημάτων τῶν ἐνδιαφερομένων, τὰ ὁποῖα ὑπεβλήθησαν πρὸ καιροῦ εἰς τὸ ἁρμόδιον ὑπουργεῖον καὶ ἐξετάζονται ἤδη.: [254, 1389, 370, 1519]
- article-text: ΑΘΗΝΑΙ, 26.— Ὡς ἀνεκοινώθη χθές, ἡ Κυβέρνησις ἀπεφάσισεν ὅπως ἐξετασθῆ ἐκ νέου τό ζήτημα τῶν ἐργασιῶν, αἱ ὁποῖαι θὰ ἐκτελεσθοῦν κατὰ τὸ προσεχὲς διάστημα εἰς τὴν περιοχὴν τῆς πόλεως. Κατὰ τὰς ὑπαρχούσας πληροφορίας, ἡ ἀρμοδία ὑπηρεσία ἐξήτασε τὰ σχετικὰ στοιχεῖα καὶ διετύπωσε τὰς ἀπόψεις της διὰ τὴν ταχυτέραν ἐπίλυσιν τοῦ θέματος. Ἐπίσης ἐγνώσθη ὅτι θὰ ληφθοῦν ἀποφάσεις ἐπὶ τῶν αἰτημάτων τῶν ἐνδιαφερομένων, τὰ ὁποῖα ὑπεβλήθησαν πρὸ καιροῦ εἰς τὸ ἁρμόδιον ὑπουργεῖον καὶ ἐξετάζονται ἤδη.: [6, 615, 121, 754]
- lottery-row: 74096 76041 77159 77187: [649, 1647, 752, 1655]
- article-text: ΑΘΗΝΑΙ, 26.— Ὡς ἀνεκοινώθη χθές, ἡ Κυβέρνησις ἀπεφάσισεν ὅπως ἐξετασθῆ ἐκ νέου τό ζήτημα τῶν ἐργασιῶν, αἱ ὁποῖαι θὰ ἐκτελεσθοῦν κατὰ τὸ προσεχὲς διάστημα εἰς τὴν περιοχὴν τῆς πόλεως. Κατὰ τὰς ὑπαρχούσας πληροφορίας, ἡ ἀρμοδία ὑπηρεσία ἐξήτασε τὰ σχετικὰ στοιχεῖα καὶ διετύπωσε τὰς ἀπόψεις της διὰ τὴν ταχυτέραν ἐπίλυσιν τοῦ θέματος. Ἐπίσης ἐγνώσθη ὅτι θὰ ληφθοῦν ἀποφάσεις ἐπὶ τῶν αἰτημάτων τῶν ἐνδιαφερομένων, τὰ ὁποῖα ὑπεβλήθησαν πρὸ καιροῦ εἰς τὸ ἁρμόδιον ὑπουργεῖον καὶ ἐξετάζονται ἤδη.: [6, 2158, 121, 2296]
- lottery-row: 11284 11603 17664 20143: [649, 1593, 752, 1601]
- article-text: ΑΘΗΝΑΙ, 26.— Ὡς ἀνεκοινώθη χθές, ἡ Κυβέρνησις ἀπεφάσισεν ὅπως ἐξετασθῆ ἐκ νέου τό ζήτημα τῶν ἐργασιῶν, αἱ ὁποῖαι θὰ ἐκτελεσθοῦν κατὰ τὸ προσεχὲς διάστημα εἰς τὴν περιοχὴν τῆς πόλεως. Κατὰ τὰς ὑπαρχούσας πληροφορίας, ἡ ἀρμοδία ὑπηρεσία ἐξήτασε τὰ σχετικὰ στοιχεῖα καὶ διετύπωσε τὰς ἀπόψεις της διὰ τὴν ταχυτέραν ἐπίλυσιν τοῦ θέματος. Ἐπίσης ἐγνώσθη ὅτι θὰ ληφθοῦν ἀποφάσεις ἐπὶ τῶν αἰτημάτων τῶν ἐνδιαφερομένων, τὰ ὁποῖα ὑπεβλήθησαν πρὸ καιροῦ εἰς τὸ ἁρμόδιον ὑπουργεῖον καὶ ἐξετάζονται ἤδη.: [505, 46, 643, 162]
